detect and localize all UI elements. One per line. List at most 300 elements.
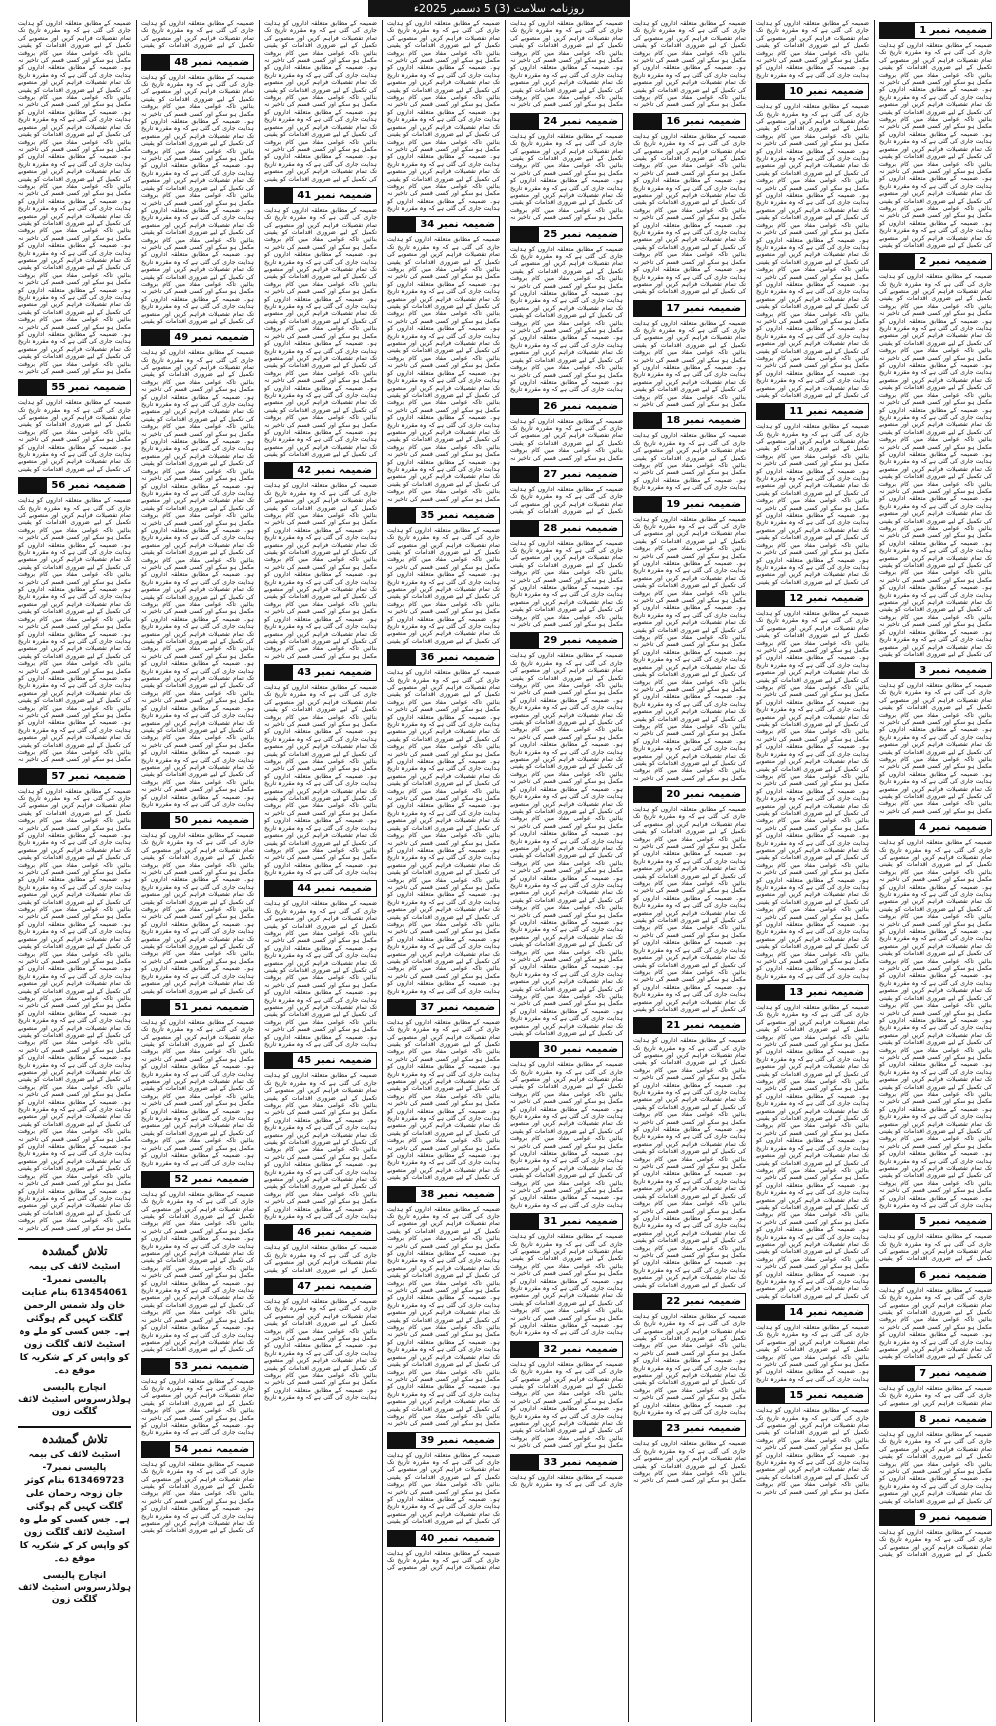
article-number-label: ضمیمہ نمبر 45: [293, 1053, 376, 1068]
article-item: [264, 1052, 377, 1220]
article-item: [18, 768, 131, 1232]
article-body: ضمیمہ کے مطابق متعلقہ اداروں کو ہدایت جاری کی گئی ہے کہ وہ مقررہ تاریخ تک تمام تفصیلات فراہم کریں اور منصوبے کی تکمیل کے لیے ضروری اقدامات کو یقینی: [879, 1528, 992, 1559]
article-body: ضمیمہ کے مطابق متعلقہ اداروں کو ہدایت جاری کی گئی ہے کہ وہ مقررہ تاریخ تک تمام تفصیلات فراہم کریں اور منصوبے کی تکمیل کے لیے ضروری اقدامات کو یقینی بنائیں تاکہ عوامی مفاد میں کام بروقت مکمل ہو سکے اور کسی قسم کی تاخیر نہ ہو۔ ضمیمہ کے مطابق متعلقہ اداروں کو ہدایت جاری کی گئی ہے کہ وہ مقررہ تاریخ تک تمام تفصیلات فراہم کریں اور منصوبے کی تکمیل کے لیے ضروری اقدامات کو یقینی بنائیں تاکہ عوامی مفاد میں کام بروقت مکمل ہو سکے اور کسی قسم کی تاخیر نہ: [510, 20, 623, 109]
article-header: [510, 1454, 623, 1471]
article-item: [633, 300, 746, 409]
header-bar: [757, 591, 785, 606]
article-item: [633, 496, 746, 782]
header-bar: [142, 1359, 170, 1374]
article-header: [141, 999, 254, 1016]
article-number-label: ضمیمہ نمبر 27: [539, 467, 622, 482]
article-header: [510, 226, 623, 243]
article-body: ضمیمہ کے مطابق متعلقہ اداروں کو ہدایت جاری کی گئی ہے کہ وہ مقررہ تاریخ تک تمام تفصیلات فراہم کریں اور منصوبے کی تکمیل کے لیے ضروری اقدامات کو یقینی بنائیں تاکہ عوامی مفاد میں کام بروقت مکمل ہو سکے اور کسی قسم کی تاخیر نہ ہو۔ ضمیمہ کے مطابق متعلقہ اداروں کو ہدایت جاری کی گئی ہے کہ وہ مقررہ تاریخ تک تمام تفصیلات فراہم کریں اور منصوبے کی تکمیل کے لیے ضروری اقدامات کو یقینی بنائیں تاکہ عوامی مفاد میں کام بروقت مکمل ہو سکے اور کسی قسم کی تاخیر نہ ہو۔ ضمیمہ کے مطابق متعلقہ اداروں کو ہدایت جاری کی گئی ہے کہ وہ مقررہ تاریخ تک تمام تفصیلات فراہم کریں اور منصوبے کی تکمیل کے لیے ضروری اقدامات کو یقینی بنائیں تاکہ عوامی مفاد میں کام بروقت مکمل ہو سکے اور کسی قسم کی تاخیر نہ ہو۔ ضمیمہ کے مطابق متعلقہ اداروں کو ہدایت جاری کی گئی ہے کہ وہ مقررہ تاریخ تک تمام تفصیلات فراہم کریں اور منصوبے کی تکمیل کے لیے ضروری اقدامات کو یقینی بنائیں تاکہ عوامی مفاد میں کام بروقت مکمل ہو سکے اور کسی قسم کی تاخیر نہ ہو۔ ضمیمہ کے مطابق متعلقہ اداروں کو ہدایت جاری کی گئی ہے کہ وہ مقررہ تاریخ تک تمام تفصیلات فراہم کریں اور منصوبے کی تکمیل کے لیے ضروری اقدامات کو یقینی بنائیں تاکہ عوامی مفاد میں کام بروقت مکمل ہو سکے اور کسی قسم کی تاخیر نہ ہو۔ ضمیمہ کے مطابق متعلقہ اداروں کو ہدایت جاری کی گئی ہے کہ وہ مقررہ تاریخ تک تمام تفصیلات فراہم کریں اور منصوبے کی تکمیل کے لیے ضروری اقدامات کو یقینی بنائیں تاکہ عوامی مفاد میں کام بروقت مکمل ہو سکے اور کسی قسم کی تاخیر نہ ہو۔ ضمیمہ کے مطابق متعلقہ اداروں کو ہدایت جاری کی گئی ہے کہ وہ مقررہ تاریخ تک تمام تفصیلات فراہم کریں اور منصوبے کی تکمیل کے لیے ضروری اقدامات کو یقینی بنائیں تاکہ عوامی مفاد میں کام بروقت مکمل ہو سکے اور کسی قسم کی تاخیر نہ ہو۔ ضمیمہ کے مطابق متعلقہ اداروں کو ہدایت جاری کی گئی ہے کہ وہ مقررہ تاریخ تک تمام تفصیلات فراہم کریں اور منصوبے کی تکمیل کے لیے ضروری اقدامات کو یقینی بنائیں تاکہ عوامی مفاد میں کام بروقت مکمل ہو سکے اور کسی قسم کی تاخیر نہ ہو۔ ضمیمہ کے مطابق متعلقہ اداروں کو ہدایت جاری کی گئی ہے کہ وہ مقررہ تاریخ تک تمام تفصیلات فراہم کریں اور منصوبے کی تکمیل کے لیے ضروری اقدامات کو یقینی: [879, 273, 992, 658]
article-body: ضمیمہ کے مطابق متعلقہ اداروں کو ہدایت جاری کی گئی ہے کہ وہ مقررہ تاریخ تک تمام تفصیلات فراہم کریں اور منصوبے کی تکمیل کے لیے ضروری اقدامات کو یقینی بنائیں تاکہ عوامی مفاد میں کام بروقت مکمل ہو سکے اور کسی قسم کی تاخیر نہ ہو۔ ضمیمہ کے مطابق متعلقہ اداروں کو ہدایت جاری کی گئی ہے کہ وہ مقررہ تاریخ تک تمام تفصیلات فراہم کریں اور منصوبے کی تکمیل کے لیے ضروری اقدامات کو یقینی بنائیں تاکہ عوامی مفاد میں کام بروقت مکمل ہو سکے اور کسی قسم کی تاخیر نہ ہو۔ ضمیمہ کے مطابق متعلقہ اداروں کو ہدایت جاری کی گئی ہے کہ وہ مقررہ تاریخ تک تمام تفصیلات فراہم کریں اور منصوبے کی تکمیل کے لیے ضروری اقدامات کو یقینی بنائیں تاکہ عوامی مفاد میں کام بروقت مکمل ہو سکے اور کسی قسم کی تاخیر نہ ہو۔ ضمیمہ کے مطابق متعلقہ اداروں کو ہدایت جاری کی گئی ہے کہ وہ مقررہ تاریخ تک تمام تفصیلات فراہم کریں اور منصوبے کی تکمیل کے لیے ضروری اقدامات کو یقینی بنائیں تاکہ عوامی مفاد میں کام بروقت مکمل ہو سکے اور کسی قسم کی تاخیر نہ ہو۔ ضمیمہ کے مطابق متعلقہ اداروں کو ہدایت جاری کی گئی ہے کہ وہ مقررہ تاریخ تک تمام تفصیلات فراہم کریں اور منصوبے کی تکمیل کے لیے ضروری اقدامات کو یقینی بنائیں تاکہ عوامی مفاد میں کام بروقت مکمل ہو سکے اور کسی قسم کی تاخیر نہ ہو۔ ضمیمہ کے مطابق متعلقہ اداروں کو ہدایت جاری کی گئی ہے کہ وہ مقررہ تاریخ تک تمام تفصیلات فراہم کریں اور منصوبے کی تکمیل کے لیے ضروری اقدامات کو یقینی: [141, 73, 254, 325]
article-body: ضمیمہ کے مطابق متعلقہ اداروں کو ہدایت جاری کی گئی ہے کہ وہ مقررہ تاریخ تک تمام تفصیلات فراہم کریں اور منصوبے کی تکمیل کے لیے ضروری اقدامات کو یقینی بنائیں تاکہ عوامی مفاد میں کام بروقت مکمل ہو سکے اور کسی قسم کی تاخیر نہ ہو۔ ضمیمہ کے مطابق متعلقہ اداروں کو ہدایت جاری کی گئی ہے کہ وہ مقررہ تاریخ تک تمام تفصیلات فراہم کریں اور منصوبے کی تکمیل کے لیے ضروری اقدامات کو یقینی بنائیں تاکہ عوامی مفاد میں کام بروقت مکمل ہو سکے اور کسی قسم کی تاخیر نہ ہو۔ ضمیمہ کے مطابق متعلقہ اداروں کو ہدایت جاری کی گئی ہے کہ وہ مقررہ تاریخ تک تمام تفصیلات فراہم کریں اور منصوبے کی تکمیل کے لیے ضروری اقدامات کو یقینی: [387, 526, 500, 645]
article-item: [141, 20, 254, 50]
article-header: [264, 880, 377, 897]
header-bar: [388, 1531, 416, 1546]
header-bar: [142, 1172, 170, 1187]
article-item: [879, 819, 992, 1209]
column-8: [18, 20, 131, 1722]
article-item: [633, 412, 746, 491]
article-header: [879, 1365, 992, 1382]
article-body: ضمیمہ کے مطابق متعلقہ اداروں کو ہدایت جاری کی گئی ہے کہ وہ مقررہ تاریخ تک تمام تفصیلات فراہم کریں اور منصوبے کی تکمیل کے لیے ضروری اقدامات کو یقینی بنائیں تاکہ عوامی مفاد میں کام بروقت مکمل ہو سکے اور کسی قسم کی تاخیر نہ ہو۔ ضمیمہ کے مطابق متعلقہ اداروں کو ہدایت جاری کی گئی ہے کہ وہ مقررہ تاریخ تک تمام تفصیلات فراہم کریں اور منصوبے کی تکمیل کے لیے ضروری اقدامات کو یقینی بنائیں تاکہ عوامی مفاد میں کام بروقت مکمل ہو سکے اور کسی قسم کی تاخیر نہ ہو۔ ضمیمہ کے مطابق متعلقہ اداروں کو ہدایت جاری کی گئی ہے کہ وہ مقررہ تاریخ تک تمام تفصیلات فراہم کریں اور منصوبے کی تکمیل کے لیے ضروری اقدامات کو یقینی بنائیں تاکہ عوامی مفاد میں کام بروقت مکمل ہو سکے اور کسی قسم کی تاخیر نہ ہو۔ ضمیمہ کے مطابق متعلقہ اداروں کو ہدایت جاری کی گئی ہے کہ وہ مقررہ تاریخ تک تمام تفصیلات فراہم کریں اور منصوبے کی تکمیل کے لیے ضروری اقدامات کو یقینی بنائیں تاکہ عوامی مفاد میں کام بروقت مکمل ہو سکے اور کسی قسم کی تاخیر نہ ہو۔ ضمیمہ کے مطابق متعلقہ اداروں کو ہدایت جاری کی گئی ہے کہ وہ مقررہ تاریخ تک تمام تفصیلات فراہم کریں اور منصوبے کی تکمیل کے لیے ضروری اقدامات کو یقینی: [879, 42, 992, 249]
article-header: [756, 1304, 869, 1321]
article-item: [633, 20, 746, 109]
column-divider: [259, 20, 260, 1722]
article-item: [756, 83, 869, 399]
article-body: ضمیمہ کے مطابق متعلقہ اداروں کو ہدایت جاری کی گئی ہے کہ وہ مقررہ تاریخ تک تمام تفصیلات فراہم کریں اور منصوبے کی تکمیل کے لیے ضروری اقدامات کو یقینی بنائیں تاکہ عوامی مفاد میں کام بروقت مکمل ہو سکے اور کسی قسم کی تاخیر نہ ہو۔ ضمیمہ کے مطابق متعلقہ اداروں کو ہدایت جاری کی گئی ہے کہ وہ مقررہ تاریخ تک تمام تفصیلات فراہم کریں اور منصوبے کی تکمیل کے لیے ضروری اقدامات کو یقینی بنائیں تاکہ عوامی مفاد میں کام بروقت مکمل ہو سکے اور کسی قسم کی تاخیر نہ ہو۔ ضمیمہ کے مطابق متعلقہ اداروں کو ہدایت جاری کی گئی ہے کہ وہ مقررہ تاریخ تک تمام تفصیلات فراہم کریں اور منصوبے کی تکمیل کے لیے ضروری اقدامات کو یقینی بنائیں تاکہ عوامی مفاد میں کام بروقت مکمل ہو سکے اور کسی قسم کی تاخیر نہ ہو۔ ضمیمہ کے مطابق متعلقہ اداروں کو ہدایت جاری کی گئی ہے کہ وہ مقررہ تاریخ تک تمام تفصیلات فراہم کریں اور منصوبے کی تکمیل کے لیے ضروری اقدامات کو یقینی بنائیں تاکہ عوامی مفاد میں کام بروقت مکمل ہو سکے اور کسی قسم کی تاخیر نہ: [264, 482, 377, 660]
article-header: [879, 253, 992, 270]
article-number-label: ضمیمہ نمبر 51: [170, 1000, 253, 1015]
header-bar: [142, 1000, 170, 1015]
article-item: [879, 22, 992, 249]
article-item: [879, 1267, 992, 1361]
article-number-label: ضمیمہ نمبر 54: [170, 1442, 253, 1457]
article-number-label: ضمیمہ نمبر 33: [539, 1455, 622, 1470]
article-item: [879, 1213, 992, 1263]
article-header: [264, 462, 377, 479]
article-header: [387, 216, 500, 233]
header-bar: [388, 1433, 416, 1448]
article-header: [879, 1213, 992, 1230]
article-body: ضمیمہ کے مطابق متعلقہ اداروں کو ہدایت جاری کی گئی ہے کہ وہ مقررہ تاریخ تک تمام تفصیلات فراہم کریں اور منصوبے کی تکمیل کے لیے ضروری اقدامات کو یقینی بنائیں تاکہ عوامی مفاد میں کام بروقت مکمل ہو سکے اور کسی قسم کی تاخیر نہ ہو۔ ضمیمہ کے مطابق متعلقہ اداروں کو ہدایت جاری کی گئی ہے کہ وہ مقررہ تاریخ تک تمام تفصیلات فراہم کریں اور منصوبے کی تکمیل کے لیے ضروری اقدامات کو یقینی بنائیں تاکہ عوامی مفاد میں کام بروقت مکمل ہو سکے اور کسی قسم کی تاخیر نہ ہو۔ ضمیمہ کے مطابق متعلقہ اداروں کو ہدایت جاری کی گئی ہے کہ وہ مقررہ تاریخ تک تمام تفصیلات فراہم کریں اور منصوبے کی تکمیل کے لیے ضروری اقدامات کو یقینی بنائیں تاکہ عوامی مفاد میں کام بروقت مکمل ہو سکے اور کسی قسم کی تاخیر نہ ہو۔ ضمیمہ کے مطابق متعلقہ اداروں کو ہدایت جاری کی گئی ہے کہ وہ مقررہ تاریخ تک تمام تفصیلات فراہم کریں اور منصوبے کی تکمیل کے لیے ضروری اقدامات کو یقینی بنائیں تاکہ عوامی مفاد میں کام بروقت مکمل ہو سکے اور کسی قسم کی تاخیر نہ ہو۔ ضمیمہ کے مطابق متعلقہ اداروں کو ہدایت جاری کی گئی ہے کہ وہ مقررہ تاریخ تک تمام تفصیلات فراہم کریں اور منصوبے کی تکمیل کے لیے ضروری اقدامات کو یقینی بنائیں تاکہ عوامی مفاد میں کام بروقت مکمل ہو سکے اور کسی قسم کی تاخیر نہ: [387, 1205, 500, 1428]
article-header: [510, 520, 623, 537]
article-header: [633, 1293, 746, 1310]
article-body: ضمیمہ کے مطابق متعلقہ اداروں کو ہدایت جاری کی گئی ہے کہ وہ مقررہ تاریخ تک تمام تفصیلات فراہم کریں اور منصوبے کی تکمیل کے لیے ضروری اقدامات کو یقینی بنائیں تاکہ عوامی مفاد میں کام بروقت مکمل ہو سکے اور کسی قسم کی تاخیر نہ ہو۔ ضمیمہ کے مطابق متعلقہ اداروں کو ہدایت جاری کی گئی ہے کہ وہ مقررہ تاریخ تک تمام تفصیلات فراہم کریں اور منصوبے کی تکمیل کے لیے ضروری اقدامات کو یقینی: [18, 399, 131, 473]
article-number-label: ضمیمہ نمبر 18: [662, 413, 745, 428]
article-body: ضمیمہ کے مطابق متعلقہ اداروں کو ہدایت جاری کی گئی ہے کہ وہ مقررہ تاریخ تک تمام تفصیلات فراہم کریں اور منصوبے کی تکمیل کے لیے ضروری اقدامات کو یقینی بنائیں تاکہ عوامی مفاد میں کام بروقت مکمل ہو سکے اور کسی قسم کی تاخیر نہ ہو۔ ضمیمہ کے مطابق متعلقہ اداروں کو ہدایت جاری کی گئی ہے کہ وہ مقررہ تاریخ تک تمام تفصیلات فراہم کریں اور منصوبے کی تکمیل کے لیے ضروری اقدامات کو یقینی بنائیں تاکہ عوامی مفاد میں کام بروقت مکمل ہو سکے اور کسی قسم کی تاخیر نہ ہو۔ ضمیمہ کے مطابق متعلقہ اداروں کو ہدایت جاری کی گئی ہے کہ وہ مقررہ تاریخ: [510, 1233, 623, 1337]
article-item: [879, 1411, 992, 1505]
header-bar: [388, 217, 416, 232]
article-item: [18, 379, 131, 473]
header-bar: [388, 650, 416, 665]
article-item: [18, 477, 131, 763]
header-bar: [634, 497, 662, 512]
header-bar: [265, 188, 293, 203]
article-header: [756, 403, 869, 420]
article-number-label: ضمیمہ نمبر 1: [915, 23, 991, 38]
article-item: [141, 1358, 254, 1437]
masthead-date: روزنامہ سلامت (3) 5 دسمبر 2025ء: [368, 0, 630, 17]
article-item: [387, 999, 500, 1182]
article-body: ضمیمہ کے مطابق متعلقہ اداروں کو ہدایت جاری کی گئی ہے کہ وہ مقررہ تاریخ تک تمام تفصیلات فراہم کریں اور منصوبے کی تکمیل کے لیے ضروری اقدامات کو یقینی بنائیں تاکہ عوامی مفاد میں کام بروقت مکمل ہو سکے اور کسی قسم کی تاخیر نہ: [510, 417, 623, 462]
article-number-label: ضمیمہ نمبر 6: [915, 1268, 991, 1283]
article-header: [510, 632, 623, 649]
header-bar: [511, 467, 539, 482]
article-header: [264, 1224, 377, 1241]
article-header: [879, 1509, 992, 1526]
notice-signature: انچارج پالیسی ہولڈرسروس اسٹیٹ لائف گلگت زون: [18, 1382, 131, 1417]
article-body: ضمیمہ کے مطابق متعلقہ اداروں کو ہدایت جاری کی گئی ہے کہ وہ مقررہ تاریخ تک تمام تفصیلات فراہم کریں اور منصوبے کی تکمیل کے لیے ضروری اقدامات کو یقینی بنائیں تاکہ عوامی مفاد میں کام بروقت مکمل ہو سکے اور کسی قسم کی تاخیر نہ ہو۔ ضمیمہ کے مطابق متعلقہ اداروں کو ہدایت جاری کی گئی ہے کہ وہ مقررہ تاریخ تک تمام تفصیلات فراہم کریں اور منصوبے کی تکمیل کے لیے ضروری اقدامات کو یقینی بنائیں تاکہ عوامی مفاد میں کام بروقت مکمل ہو سکے اور کسی قسم کی تاخیر نہ: [633, 20, 746, 109]
article-number-label: ضمیمہ نمبر 21: [662, 1018, 745, 1033]
article-header: [756, 83, 869, 100]
column-divider: [505, 20, 506, 1722]
article-header: [879, 1267, 992, 1284]
header-bar: [265, 1279, 293, 1294]
article-body: ضمیمہ کے مطابق متعلقہ اداروں کو ہدایت جاری کی گئی ہے کہ وہ مقررہ تاریخ تک تمام تفصیلات فراہم کریں اور منصوبے کی تکمیل کے لیے ضروری اقدامات کو یقینی بنائیں تاکہ عوامی مفاد میں کام بروقت مکمل ہو سکے اور کسی قسم کی تاخیر نہ ہو۔ ضمیمہ کے مطابق متعلقہ اداروں کو ہدایت جاری کی گئی ہے کہ وہ مقررہ تاریخ تک تمام تفصیلات فراہم کریں اور منصوبے کی تکمیل کے لیے ضروری اقدامات کو یقینی بنائیں تاکہ عوامی مفاد میں کام بروقت مکمل ہو سکے اور کسی قسم کی تاخیر نہ: [756, 1407, 869, 1496]
article-body: ضمیمہ کے مطابق متعلقہ اداروں کو ہدایت جاری کی گئی ہے کہ وہ مقررہ تاریخ تک تمام تفصیلات فراہم کریں اور منصوبے کی تکمیل کے لیے ضروری اقدامات کو یقینی بنائیں تاکہ عوامی مفاد میں کام بروقت مکمل ہو سکے اور کسی قسم کی تاخیر نہ ہو۔ ضمیمہ کے مطابق متعلقہ اداروں کو ہدایت جاری کی گئی ہے کہ وہ مقررہ تاریخ تک تمام تفصیلات فراہم کریں اور منصوبے کی تکمیل کے لیے ضروری اقدامات کو یقینی: [141, 1460, 254, 1535]
article-header: [633, 412, 746, 429]
article-item: [510, 520, 623, 629]
article-number-label: ضمیمہ نمبر 52: [170, 1172, 253, 1187]
article-number-label: ضمیمہ نمبر 32: [539, 1342, 622, 1357]
article-item: [510, 226, 623, 394]
header-bar: [757, 985, 785, 1000]
article-item: [141, 812, 254, 995]
notice-body: اسٹیٹ لائف کی بیمہ پالیسی نمبر1-613454061 بنام عنایت خان ولد شمس الرحمن گلگت کہیں گم ہوگئی ہے۔ جس کسی کو ملے وہ اسٹیٹ لائف گلگت زون کو واپس کر کے شکریہ کا موقع دے۔: [19, 1261, 130, 1376]
article-body: ضمیمہ کے مطابق متعلقہ اداروں کو ہدایت جاری کی گئی ہے کہ وہ مقررہ تاریخ تک تمام تفصیلات فراہم کریں اور منصوبے کی تکمیل کے لیے ضروری اقدامات کو یقینی بنائیں تاکہ عوامی مفاد میں کام بروقت مکمل ہو سکے اور کسی قسم کی تاخیر نہ ہو۔ ضمیمہ کے مطابق متعلقہ اداروں کو ہدایت جاری کی گئی ہے کہ وہ مقررہ تاریخ تک تمام تفصیلات فراہم کریں اور منصوبے کی تکمیل کے لیے ضروری اقدامات کو یقینی بنائیں تاکہ عوامی مفاد میں کام بروقت مکمل ہو سکے اور کسی قسم کی تاخیر نہ ہو۔ ضمیمہ کے مطابق متعلقہ اداروں کو ہدایت جاری کی گئی ہے کہ وہ مقررہ تاریخ تک تمام تفصیلات فراہم کریں اور منصوبے کی تکمیل کے لیے ضروری اقدامات کو یقینی بنائیں تاکہ عوامی مفاد میں کام بروقت مکمل ہو سکے اور کسی قسم کی تاخیر نہ ہو۔ ضمیمہ کے مطابق متعلقہ اداروں کو ہدایت جاری کی گئی ہے کہ وہ مقررہ تاریخ تک تمام تفصیلات فراہم کریں اور منصوبے کی تکمیل کے لیے ضروری اقدامات کو یقینی بنائیں تاکہ عوامی مفاد میں کام بروقت مکمل ہو سکے اور کسی قسم کی تاخیر نہ ہو۔ ضمیمہ کے مطابق متعلقہ اداروں کو ہدایت جاری کی گئی ہے کہ وہ مقررہ تاریخ تک تمام تفصیلات فراہم کریں اور منصوبے کی تکمیل کے لیے ضروری اقدامات کو یقینی بنائیں تاکہ عوامی مفاد میں کام بروقت مکمل ہو سکے اور کسی قسم کی تاخیر نہ ہو۔ ضمیمہ کے مطابق متعلقہ اداروں کو ہدایت جاری کی گئی ہے کہ وہ مقررہ تاریخ تک تمام تفصیلات فراہم کریں اور منصوبے کی تکمیل کے لیے ضروری اقدامات کو یقینی بنائیں تاکہ عوامی مفاد میں کام بروقت مکمل ہو سکے اور کسی قسم کی تاخیر نہ ہو۔ ضمیمہ کے مطابق متعلقہ اداروں کو ہدایت جاری کی گئی ہے کہ وہ مقررہ تاریخ تک تمام تفصیلات فراہم کریں اور منصوبے کی تکمیل کے لیے ضروری اقدامات کو یقینی بنائیں تاکہ عوامی مفاد میں کام بروقت مکمل ہو سکے اور کسی قسم کی تاخیر نہ ہو۔ ضمیمہ کے مطابق متعلقہ اداروں کو ہدایت جاری کی گئی ہے کہ وہ مقررہ تاریخ تک تمام تفصیلات فراہم کریں اور منصوبے کی تکمیل کے لیے ضروری اقدامات کو یقینی بنائیں تاکہ عوامی مفاد میں کام بروقت مکمل ہو سکے اور کسی قسم کی تاخیر نہ: [18, 20, 131, 376]
column-7: [141, 20, 254, 1722]
header-bar: [634, 1294, 662, 1309]
article-item: [756, 590, 869, 980]
article-number-label: ضمیمہ نمبر 25: [539, 227, 622, 242]
article-number-label: ضمیمہ نمبر 30: [539, 1042, 622, 1057]
article-body: ضمیمہ کے مطابق متعلقہ اداروں کو ہدایت جاری کی گئی ہے کہ وہ مقررہ تاریخ تک تمام تفصیلات فراہم کریں اور منصوبے کی تکمیل کے لیے ضروری اقدامات کو یقینی بنائیں تاکہ عوامی مفاد میں کام بروقت مکمل ہو سکے اور کسی قسم کی تاخیر نہ ہو۔ ضمیمہ کے مطابق متعلقہ اداروں کو ہدایت جاری کی گئی ہے کہ وہ مقررہ تاریخ تک تمام تفصیلات فراہم کریں اور منصوبے کی تکمیل کے لیے ضروری اقدامات کو یقینی بنائیں تاکہ عوامی مفاد میں کام بروقت مکمل ہو سکے اور کسی قسم کی تاخیر نہ ہو۔ ضمیمہ کے مطابق متعلقہ اداروں کو ہدایت جاری کی گئی ہے کہ وہ مقررہ تاریخ تک تمام تفصیلات فراہم کریں اور منصوبے کی تکمیل کے لیے ضروری اقدامات کو یقینی بنائیں تاکہ عوامی مفاد میں کام بروقت مکمل ہو سکے اور کسی قسم کی تاخیر نہ: [879, 681, 992, 815]
article-header: [387, 649, 500, 666]
article-number-label: ضمیمہ نمبر 23: [662, 1421, 745, 1436]
header-bar: [388, 508, 416, 523]
column-divider: [382, 20, 383, 1722]
article-item: [264, 664, 377, 876]
article-header: [879, 819, 992, 836]
article-number-label: ضمیمہ نمبر 13: [785, 985, 868, 1000]
article-body: ضمیمہ کے مطابق متعلقہ اداروں کو ہدایت جاری کی گئی ہے کہ وہ مقررہ تاریخ تک تمام تفصیلات فراہم کریں اور منصوبے کی تکمیل کے لیے ضروری اقدامات کو یقینی بنائیں تاکہ عوامی مفاد میں کام بروقت مکمل ہو سکے اور کسی قسم کی تاخیر نہ ہو۔ ضمیمہ کے مطابق متعلقہ اداروں کو ہدایت جاری کی گئی ہے کہ وہ مقررہ تاریخ تک تمام تفصیلات فراہم کریں اور منصوبے کی تکمیل کے لیے ضروری اقدامات کو یقینی بنائیں تاکہ عوامی مفاد میں کام بروقت مکمل ہو سکے اور کسی قسم کی تاخیر نہ ہو۔ ضمیمہ کے مطابق متعلقہ اداروں کو ہدایت جاری کی گئی ہے کہ وہ مقررہ تاریخ تک تمام تفصیلات فراہم کریں اور منصوبے کی تکمیل کے لیے ضروری اقدامات کو یقینی بنائیں تاکہ عوامی مفاد میں کام بروقت مکمل ہو سکے اور کسی قسم کی تاخیر نہ ہو۔ ضمیمہ کے مطابق متعلقہ اداروں کو ہدایت جاری کی گئی ہے کہ وہ مقررہ تاریخ: [510, 1061, 623, 1209]
header-bar: [265, 463, 293, 478]
article-body: ضمیمہ کے مطابق متعلقہ اداروں کو ہدایت جاری کی گئی ہے کہ وہ مقررہ تاریخ تک تمام تفصیلات فراہم کریں اور منصوبے کی: [387, 1549, 500, 1572]
article-header: [510, 466, 623, 483]
article-header: [18, 477, 131, 494]
article-item: [879, 1509, 992, 1559]
column-4: [510, 20, 623, 1722]
article-number-label: ضمیمہ نمبر 20: [662, 787, 745, 802]
article-header: [633, 786, 746, 803]
article-body: ضمیمہ کے مطابق متعلقہ اداروں کو ہدایت جاری کی گئی ہے کہ وہ مقررہ تاریخ تک تمام تفصیلات فراہم کریں اور منصوبے کی تکمیل کے لیے ضروری اقدامات کو یقینی بنائیں تاکہ عوامی مفاد میں کام بروقت مکمل ہو سکے اور کسی قسم کی تاخیر نہ ہو۔ ضمیمہ کے مطابق متعلقہ اداروں کو ہدایت جاری کی گئی ہے کہ وہ مقررہ تاریخ: [141, 1377, 254, 1437]
header-bar: [880, 1214, 915, 1229]
article-body: ضمیمہ کے مطابق متعلقہ اداروں کو ہدایت جاری کی گئی ہے کہ وہ مقررہ تاریخ تک تمام تفصیلات فراہم کریں اور منصوبے کی تکمیل کے لیے ضروری اقدامات کو یقینی بنائیں تاکہ عوامی مفاد میں کام بروقت مکمل ہو سکے اور کسی قسم کی تاخیر نہ ہو۔ ضمیمہ کے مطابق متعلقہ اداروں کو ہدایت جاری کی گئی ہے کہ وہ مقررہ تاریخ تک تمام تفصیلات فراہم کریں اور منصوبے کی تکمیل کے لیے ضروری اقدامات کو یقینی بنائیں تاکہ عوامی مفاد میں کام بروقت مکمل ہو سکے اور کسی قسم کی تاخیر نہ ہو۔ ضمیمہ کے مطابق متعلقہ اداروں کو ہدایت جاری کی گئی ہے کہ وہ مقررہ تاریخ تک تمام تفصیلات فراہم کریں اور منصوبے کی تکمیل کے لیے ضروری اقدامات کو یقینی بنائیں تاکہ عوامی مفاد میں کام بروقت مکمل ہو سکے اور کسی قسم کی تاخیر نہ ہو۔ ضمیمہ کے مطابق متعلقہ اداروں کو ہدایت جاری کی گئی ہے کہ وہ مقررہ تاریخ تک تمام تفصیلات فراہم کریں اور منصوبے کی تکمیل کے لیے ضروری اقدامات کو یقینی بنائیں تاکہ عوامی مفاد میں کام بروقت مکمل ہو سکے اور کسی قسم کی تاخیر نہ ہو۔ ضمیمہ کے مطابق متعلقہ اداروں کو ہدایت جاری کی گئی ہے کہ وہ مقررہ تاریخ تک تمام تفصیلات فراہم کریں اور منصوبے کی تکمیل کے لیے ضروری اقدامات کو یقینی بنائیں تاکہ عوامی مفاد میں کام بروقت مکمل ہو سکے اور کسی قسم کی تاخیر نہ ہو۔ ضمیمہ کے مطابق متعلقہ اداروں کو ہدایت جاری کی گئی ہے کہ وہ مقررہ تاریخ تک تمام تفصیلات فراہم کریں اور منصوبے کی تکمیل کے لیے ضروری اقدامات کو یقینی بنائیں تاکہ عوامی مفاد میں کام بروقت مکمل ہو سکے اور کسی قسم کی تاخیر نہ ہو۔ ضمیمہ کے مطابق متعلقہ اداروں کو ہدایت جاری کی گئی ہے کہ وہ مقررہ تاریخ تک تمام تفصیلات فراہم کریں اور منصوبے کی تکمیل کے لیے ضروری اقدامات کو یقینی بنائیں تاکہ عوامی مفاد میں کام بروقت مکمل ہو سکے اور کسی قسم کی تاخیر نہ ہو۔ ضمیمہ کے مطابق متعلقہ اداروں کو ہدایت جاری کی گئی ہے کہ وہ مقررہ تاریخ تک تمام تفصیلات فراہم کریں اور منصوبے کی تکمیل کے لیے ضروری اقدامات کو یقینی بنائیں تاکہ عوامی مفاد میں کام بروقت مکمل ہو سکے اور کسی قسم کی تاخیر نہ ہو۔ ضمیمہ کے مطابق متعلقہ اداروں کو ہدایت جاری کی گئی ہے کہ وہ مقررہ تاریخ: [756, 609, 869, 980]
article-item: [756, 403, 869, 586]
article-number-label: ضمیمہ نمبر 56: [47, 478, 130, 493]
header-bar: [511, 114, 539, 129]
header-bar: [142, 1442, 170, 1457]
article-item: [387, 20, 500, 212]
article-item: [756, 1304, 869, 1383]
article-number-label: ضمیمہ نمبر 43: [293, 665, 376, 680]
article-item: [510, 1454, 623, 1489]
header-bar: [880, 1412, 915, 1427]
article-number-label: ضمیمہ نمبر 37: [416, 1000, 499, 1015]
article-item: [264, 20, 377, 183]
article-body: ضمیمہ کے مطابق متعلقہ اداروں کو ہدایت جاری کی گئی ہے کہ وہ مقررہ تاریخ تک تمام تفصیلات فراہم کریں اور منصوبے کی تکمیل کے لیے ضروری اقدامات کو یقینی بنائیں تاکہ عوامی مفاد میں کام بروقت مکمل ہو سکے اور کسی قسم کی تاخیر نہ ہو۔ ضمیمہ کے مطابق متعلقہ اداروں کو ہدایت جاری کی گئی ہے کہ وہ مقررہ تاریخ تک تمام تفصیلات فراہم کریں اور منصوبے کی تکمیل کے لیے ضروری اقدامات کو یقینی بنائیں تاکہ عوامی مفاد میں کام بروقت مکمل ہو سکے اور کسی قسم کی تاخیر نہ ہو۔ ضمیمہ کے مطابق متعلقہ اداروں کو ہدایت جاری کی گئی ہے کہ وہ مقررہ تاریخ تک تمام تفصیلات فراہم کریں اور منصوبے کی تکمیل کے لیے ضروری اقدامات کو یقینی بنائیں تاکہ عوامی مفاد میں کام بروقت مکمل ہو سکے اور کسی قسم کی تاخیر نہ ہو۔ ضمیمہ کے مطابق متعلقہ اداروں کو ہدایت جاری کی گئی ہے کہ وہ مقررہ تاریخ تک تمام تفصیلات فراہم کریں اور منصوبے کی تکمیل کے لیے ضروری اقدامات کو یقینی بنائیں تاکہ عوامی مفاد میں کام بروقت مکمل ہو سکے اور کسی قسم کی تاخیر نہ ہو۔ ضمیمہ کے مطابق متعلقہ اداروں کو ہدایت جاری کی گئی ہے کہ وہ مقررہ تاریخ تک تمام تفصیلات فراہم کریں اور منصوبے کی تکمیل کے لیے ضروری اقدامات کو یقینی بنائیں تاکہ عوامی مفاد میں کام بروقت مکمل ہو سکے اور کسی قسم کی تاخیر نہ ہو۔ ضمیمہ کے مطابق متعلقہ اداروں کو ہدایت جاری کی گئی ہے کہ وہ مقررہ تاریخ تک تمام تفصیلات فراہم کریں اور منصوبے کی تکمیل کے لیے ضروری اقدامات کو یقینی بنائیں تاکہ عوامی مفاد میں کام بروقت مکمل ہو سکے اور کسی قسم کی تاخیر نہ: [633, 515, 746, 782]
article-body: ضمیمہ کے مطابق متعلقہ اداروں کو ہدایت جاری کی گئی ہے کہ وہ مقررہ تاریخ تک تمام تفصیلات فراہم کریں اور منصوبے کی تکمیل کے لیے ضروری اقدامات کو یقینی بنائیں تاکہ عوامی مفاد میں کام بروقت مکمل ہو سکے اور کسی قسم کی تاخیر نہ ہو۔ ضمیمہ کے مطابق متعلقہ اداروں کو ہدایت جاری کی گئی ہے کہ وہ مقررہ تاریخ تک تمام تفصیلات فراہم کریں اور منصوبے کی تکمیل کے لیے ضروری اقدامات کو یقینی بنائیں تاکہ عوامی مفاد میں کام بروقت مکمل ہو سکے اور کسی قسم کی تاخیر نہ ہو۔ ضمیمہ کے مطابق متعلقہ اداروں کو ہدایت جاری کی گئی ہے کہ وہ مقررہ تاریخ تک تمام تفصیلات فراہم کریں اور منصوبے کی تکمیل کے لیے ضروری اقدامات کو یقینی بنائیں تاکہ عوامی مفاد میں کام بروقت مکمل ہو سکے اور کسی قسم کی تاخیر نہ ہو۔ ضمیمہ کے مطابق متعلقہ اداروں کو ہدایت جاری کی گئی ہے کہ وہ مقررہ تاریخ تک تمام تفصیلات فراہم کریں اور منصوبے کی تکمیل کے لیے ضروری اقدامات کو یقینی: [633, 132, 746, 296]
article-body: ضمیمہ کے مطابق متعلقہ اداروں کو ہدایت جاری کی گئی ہے کہ وہ مقررہ تاریخ تک تمام تفصیلات فراہم کریں اور منصوبے کی تکمیل کے لیے ضروری اقدامات کو یقینی بنائیں تاکہ عوامی مفاد میں کام بروقت مکمل ہو سکے اور کسی قسم کی تاخیر نہ: [633, 1440, 746, 1485]
article-number-label: ضمیمہ نمبر 16: [662, 114, 745, 129]
article-body: ضمیمہ کے مطابق متعلقہ اداروں کو ہدایت جاری کی گئی ہے کہ وہ مقررہ تاریخ تک تمام تفصیلات فراہم کریں اور منصوبے کی تکمیل کے لیے ضروری اقدامات کو یقینی بنائیں تاکہ عوامی مفاد میں کام بروقت مکمل ہو سکے اور کسی قسم کی تاخیر نہ ہو۔ ضمیمہ کے مطابق متعلقہ اداروں کو ہدایت جاری کی گئی ہے کہ وہ مقررہ تاریخ تک تمام تفصیلات فراہم کریں اور منصوبے کی تکمیل کے لیے ضروری اقدامات کو یقینی: [387, 1451, 500, 1526]
article-item: [879, 662, 992, 815]
header-bar: [511, 1342, 539, 1357]
article-body: ضمیمہ کے مطابق متعلقہ اداروں کو ہدایت جاری کی گئی ہے کہ وہ مقررہ تاریخ تک تمام تفصیلات فراہم کریں اور منصوبے کی تکمیل کے لیے ضروری اقدامات کو یقینی بنائیں تاکہ عوامی مفاد میں کام بروقت مکمل ہو سکے اور کسی قسم کی تاخیر نہ ہو۔ ضمیمہ کے مطابق متعلقہ اداروں کو ہدایت جاری کی گئی ہے کہ وہ مقررہ تاریخ تک تمام تفصیلات فراہم کریں اور منصوبے کی تکمیل کے لیے ضروری اقدامات کو یقینی بنائیں تاکہ عوامی مفاد میں کام بروقت مکمل ہو سکے اور کسی قسم کی تاخیر نہ ہو۔ ضمیمہ کے مطابق متعلقہ اداروں کو ہدایت جاری کی گئی ہے کہ وہ مقررہ تاریخ تک تمام تفصیلات فراہم کریں اور منصوبے کی تکمیل کے لیے ضروری اقدامات کو یقینی بنائیں تاکہ عوامی مفاد میں کام بروقت مکمل ہو سکے اور کسی قسم کی تاخیر نہ ہو۔ ضمیمہ کے مطابق متعلقہ اداروں کو ہدایت جاری کی گئی ہے کہ وہ مقررہ تاریخ تک تمام تفصیلات فراہم کریں اور منصوبے کی تکمیل کے لیے ضروری اقدامات کو یقینی بنائیں تاکہ عوامی مفاد میں کام بروقت مکمل ہو سکے اور کسی قسم کی تاخیر نہ ہو۔ ضمیمہ کے مطابق متعلقہ اداروں کو ہدایت جاری کی گئی ہے کہ وہ مقررہ تاریخ تک تمام تفصیلات فراہم کریں اور منصوبے کی تکمیل کے لیے ضروری اقدامات کو یقینی بنائیں تاکہ عوامی مفاد میں کام بروقت مکمل ہو سکے اور کسی قسم کی تاخیر نہ ہو۔ ضمیمہ کے مطابق متعلقہ اداروں کو ہدایت جاری کی گئی ہے کہ وہ مقررہ تاریخ تک تمام تفصیلات فراہم کریں اور منصوبے کی تکمیل کے لیے ضروری اقدامات کو یقینی بنائیں تاکہ عوامی مفاد میں کام بروقت مکمل ہو سکے اور کسی قسم کی تاخیر نہ ہو۔ ضمیمہ کے مطابق متعلقہ اداروں کو ہدایت جاری کی گئی ہے کہ وہ مقررہ تاریخ تک تمام تفصیلات فراہم کریں اور منصوبے کی تکمیل کے لیے ضروری اقدامات کو یقینی بنائیں تاکہ عوامی مفاد میں کام بروقت مکمل ہو سکے اور کسی قسم کی تاخیر نہ ہو۔ ضمیمہ کے مطابق متعلقہ اداروں کو ہدایت جاری کی گئی ہے کہ وہ مقررہ تاریخ تک تمام تفصیلات فراہم کریں اور منصوبے کی تکمیل کے لیے ضروری اقدامات کو یقینی بنائیں تاکہ عوامی مفاد میں کام بروقت مکمل ہو سکے اور کسی قسم کی تاخیر نہ ہو۔ ضمیمہ کے مطابق متعلقہ اداروں کو ہدایت جاری کی گئی ہے کہ وہ مقررہ تاریخ تک تمام تفصیلات فراہم کریں اور منصوبے کی تکمیل کے لیے ضروری اقدامات کو یقینی بنائیں تاکہ عوامی مفاد میں کام بروقت مکمل ہو سکے اور کسی قسم کی تاخیر نہ ہو۔ ضمیمہ کے مطابق متعلقہ اداروں کو ہدایت جاری کی گئی ہے کہ وہ مقررہ تاریخ تک تمام تفصیلات فراہم کریں اور منصوبے کی تکمیل کے لیے ضروری اقدامات کو یقینی بنائیں تاکہ عوامی مفاد میں کام بروقت مکمل ہو سکے اور کسی قسم کی تاخیر نہ ہو۔ ضمیمہ کے مطابق متعلقہ اداروں کو ہدایت جاری کی گئی ہے کہ وہ مقررہ تاریخ: [141, 349, 254, 808]
column-6: [264, 20, 377, 1722]
article-header: [510, 113, 623, 130]
article-item: [141, 1441, 254, 1535]
missing-policy-notice: [18, 1426, 131, 1606]
article-body: ضمیمہ کے مطابق متعلقہ اداروں کو ہدایت جاری کی گئی ہے کہ وہ مقررہ تاریخ تک تمام تفصیلات فراہم کریں اور منصوبے کی تکمیل کے لیے ضروری اقدامات کو یقینی بنائیں تاکہ عوامی مفاد میں کام بروقت مکمل ہو سکے اور کسی قسم کی تاخیر نہ ہو۔ ضمیمہ کے مطابق متعلقہ اداروں کو ہدایت جاری کی گئی ہے کہ وہ مقررہ تاریخ تک تمام تفصیلات فراہم کریں اور منصوبے کی تکمیل کے لیے ضروری اقدامات کو یقینی بنائیں تاکہ عوامی مفاد میں کام بروقت مکمل ہو سکے اور کسی قسم کی تاخیر نہ ہو۔ ضمیمہ کے مطابق متعلقہ اداروں کو ہدایت جاری کی گئی ہے کہ وہ مقررہ تاریخ تک تمام تفصیلات فراہم کریں اور منصوبے کی تکمیل کے لیے ضروری اقدامات کو یقینی بنائیں تاکہ عوامی مفاد میں کام بروقت مکمل ہو سکے اور کسی قسم کی تاخیر نہ ہو۔ ضمیمہ کے مطابق متعلقہ اداروں کو ہدایت جاری کی گئی ہے کہ وہ مقررہ تاریخ تک تمام تفصیلات فراہم کریں اور منصوبے کی تکمیل کے لیے ضروری اقدامات کو یقینی بنائیں تاکہ عوامی مفاد میں کام بروقت مکمل ہو سکے اور کسی قسم کی تاخیر نہ ہو۔ ضمیمہ کے مطابق متعلقہ اداروں کو ہدایت جاری کی گئی ہے کہ وہ مقررہ تاریخ تک تمام تفصیلات فراہم کریں اور منصوبے کی تکمیل کے لیے ضروری اقدامات کو یقینی بنائیں تاکہ عوامی مفاد میں کام بروقت مکمل ہو سکے اور کسی قسم کی تاخیر نہ ہو۔ ضمیمہ کے مطابق متعلقہ اداروں کو ہدایت جاری کی گئی ہے کہ وہ مقررہ تاریخ تک تمام تفصیلات فراہم کریں اور منصوبے کی تکمیل کے لیے ضروری اقدامات کو یقینی بنائیں تاکہ عوامی مفاد میں کام بروقت مکمل ہو سکے اور کسی قسم کی تاخیر نہ ہو۔ ضمیمہ کے مطابق متعلقہ اداروں کو ہدایت جاری کی گئی ہے کہ وہ مقررہ تاریخ تک تمام تفصیلات فراہم کریں اور منصوبے کی تکمیل کے لیے ضروری اقدامات کو یقینی بنائیں تاکہ عوامی مفاد میں کام بروقت مکمل ہو سکے اور کسی قسم کی تاخیر نہ ہو۔ ضمیمہ کے مطابق متعلقہ اداروں کو ہدایت جاری کی گئی ہے کہ وہ مقررہ تاریخ تک تمام تفصیلات فراہم کریں اور منصوبے کی تکمیل کے لیے ضروری اقدامات کو یقینی بنائیں تاکہ عوامی مفاد میں کام بروقت مکمل ہو سکے اور کسی قسم کی تاخیر نہ ہو۔ ضمیمہ کے مطابق متعلقہ اداروں کو ہدایت جاری کی گئی ہے کہ وہ مقررہ تاریخ تک تمام تفصیلات فراہم کریں اور منصوبے کی تکمیل کے لیے ضروری اقدامات کو یقینی: [510, 652, 623, 1038]
article-body: ضمیمہ کے مطابق متعلقہ اداروں کو ہدایت جاری کی گئی ہے کہ وہ مقررہ تاریخ تک: [510, 1473, 623, 1488]
header-bar: [511, 1042, 539, 1057]
header-bar: [511, 1214, 539, 1229]
column-3: [633, 20, 746, 1722]
article-item: [879, 1365, 992, 1407]
article-body: ضمیمہ کے مطابق متعلقہ اداروں کو ہدایت جاری کی گئی ہے کہ وہ مقررہ تاریخ تک تمام تفصیلات فراہم کریں اور منصوبے کی تکمیل کے لیے ضروری اقدامات کو یقینی بنائیں تاکہ عوامی مفاد میں کام بروقت مکمل ہو سکے اور کسی قسم کی تاخیر نہ ہو۔ ضمیمہ کے مطابق متعلقہ اداروں کو ہدایت جاری کی گئی ہے کہ وہ مقررہ تاریخ تک تمام تفصیلات فراہم کریں اور منصوبے کی تکمیل کے لیے ضروری اقدامات کو یقینی بنائیں تاکہ عوامی مفاد میں کام بروقت مکمل ہو سکے اور کسی قسم کی تاخیر نہ: [510, 539, 623, 629]
header-bar: [880, 23, 915, 38]
header-bar: [388, 1187, 416, 1202]
article-item: [510, 398, 623, 462]
article-body: ضمیمہ کے مطابق متعلقہ اداروں کو ہدایت جاری کی گئی ہے کہ وہ مقررہ تاریخ تک تمام تفصیلات فراہم کریں اور منصوبے کی تکمیل کے لیے ضروری اقدامات کو یقینی بنائیں تاکہ عوامی مفاد میں کام بروقت مکمل ہو سکے اور کسی قسم کی تاخیر نہ ہو۔ ضمیمہ کے مطابق متعلقہ اداروں کو ہدایت جاری کی گئی ہے کہ وہ مقررہ تاریخ: [756, 20, 869, 79]
article-item: [141, 1171, 254, 1354]
article-body: ضمیمہ کے مطابق متعلقہ اداروں کو ہدایت جاری کی گئی ہے کہ وہ مقررہ تاریخ تک تمام تفصیلات فراہم کریں اور منصوبے کی تکمیل کے لیے ضروری اقدامات کو یقینی بنائیں تاکہ عوامی مفاد میں کام بروقت مکمل ہو سکے اور کسی قسم کی تاخیر نہ ہو۔ ضمیمہ کے مطابق متعلقہ اداروں کو ہدایت جاری کی گئی ہے کہ وہ مقررہ تاریخ تک تمام تفصیلات فراہم کریں اور منصوبے کی تکمیل کے لیے ضروری اقدامات کو یقینی بنائیں تاکہ عوامی مفاد میں کام بروقت مکمل ہو سکے اور کسی قسم کی تاخیر نہ: [510, 1360, 623, 1450]
article-body: ضمیمہ کے مطابق متعلقہ اداروں کو ہدایت جاری کی گئی ہے کہ وہ مقررہ تاریخ تک تمام تفصیلات فراہم کریں اور منصوبے کی تکمیل کے لیے ضروری اقدامات کو یقینی بنائیں تاکہ عوامی مفاد میں کام بروقت مکمل ہو سکے اور کسی قسم کی تاخیر نہ ہو۔ ضمیمہ کے مطابق متعلقہ اداروں کو ہدایت جاری کی گئی ہے کہ وہ مقررہ تاریخ تک تمام تفصیلات فراہم کریں اور منصوبے کی تکمیل کے لیے ضروری اقدامات کو یقینی بنائیں تاکہ عوامی مفاد میں کام بروقت مکمل ہو سکے اور کسی قسم کی تاخیر نہ ہو۔ ضمیمہ کے مطابق متعلقہ اداروں کو ہدایت جاری کی گئی ہے کہ وہ مقررہ تاریخ تک تمام تفصیلات فراہم کریں اور منصوبے کی تکمیل کے لیے ضروری اقدامات کو یقینی بنائیں تاکہ عوامی مفاد میں کام بروقت مکمل ہو سکے اور کسی قسم کی تاخیر نہ ہو۔ ضمیمہ کے مطابق متعلقہ اداروں کو ہدایت جاری کی گئی ہے کہ وہ مقررہ تاریخ تک تمام تفصیلات فراہم کریں اور منصوبے کی تکمیل کے لیے ضروری اقدامات کو یقینی بنائیں تاکہ عوامی مفاد میں کام بروقت مکمل ہو سکے اور کسی قسم کی تاخیر نہ ہو۔ ضمیمہ کے مطابق متعلقہ اداروں کو ہدایت جاری کی گئی ہے کہ وہ مقررہ تاریخ تک تمام تفصیلات فراہم کریں اور منصوبے کی تکمیل کے لیے ضروری اقدامات کو یقینی بنائیں تاکہ عوامی مفاد میں کام بروقت مکمل ہو سکے اور کسی قسم کی تاخیر نہ ہو۔ ضمیمہ کے مطابق متعلقہ اداروں کو ہدایت جاری کی گئی ہے کہ وہ مقررہ تاریخ تک تمام تفصیلات فراہم کریں اور منصوبے کی تکمیل کے لیے ضروری اقدامات کو یقینی بنائیں تاکہ عوامی مفاد میں کام بروقت مکمل ہو سکے اور کسی قسم کی تاخیر نہ: [387, 236, 500, 503]
header-bar: [511, 227, 539, 242]
article-item: [756, 984, 869, 1300]
article-item: [510, 466, 623, 516]
article-item: [387, 507, 500, 645]
notice-signature: انچارج پالیسی ہولڈرسروس اسٹیٹ لائف گلگت زون: [18, 1570, 131, 1605]
header-bar: [757, 1388, 785, 1403]
header-bar: [142, 55, 170, 70]
article-header: [387, 507, 500, 524]
article-number-label: ضمیمہ نمبر 38: [416, 1187, 499, 1202]
article-header: [633, 496, 746, 513]
article-item: [633, 786, 746, 1013]
header-bar: [880, 1268, 915, 1283]
article-body: ضمیمہ کے مطابق متعلقہ اداروں کو ہدایت جاری کی گئی ہے کہ وہ مقررہ تاریخ تک تمام تفصیلات فراہم کریں اور منصوبے کی تکمیل کے لیے ضروری اقدامات کو یقینی بنائیں تاکہ عوامی مفاد میں کام بروقت مکمل ہو سکے اور کسی قسم کی تاخیر نہ ہو۔ ضمیمہ کے مطابق متعلقہ اداروں کو ہدایت جاری کی گئی ہے کہ وہ مقررہ تاریخ تک تمام تفصیلات فراہم کریں اور منصوبے کی تکمیل کے لیے ضروری اقدامات کو یقینی بنائیں تاکہ عوامی مفاد میں کام بروقت مکمل ہو سکے اور کسی قسم کی تاخیر نہ ہو۔ ضمیمہ کے مطابق متعلقہ اداروں کو ہدایت جاری کی گئی ہے کہ وہ مقررہ تاریخ تک تمام تفصیلات فراہم کریں اور منصوبے کی تکمیل کے لیے ضروری اقدامات کو یقینی بنائیں تاکہ عوامی مفاد میں کام بروقت مکمل ہو سکے اور کسی قسم کی تاخیر نہ ہو۔ ضمیمہ کے مطابق متعلقہ اداروں کو ہدایت جاری کی گئی ہے کہ وہ مقررہ تاریخ: [141, 1018, 254, 1167]
article-header: [387, 1186, 500, 1203]
article-header: [264, 187, 377, 204]
header-bar: [634, 787, 662, 802]
header-bar: [265, 881, 293, 896]
article-number-label: ضمیمہ نمبر 42: [293, 463, 376, 478]
article-header: [387, 1432, 500, 1449]
article-body: ضمیمہ کے مطابق متعلقہ اداروں کو ہدایت جاری کی گئی ہے کہ وہ مقررہ تاریخ تک تمام تفصیلات فراہم کریں اور منصوبے کی تکمیل کے لیے ضروری اقدامات کو یقینی بنائیں تاکہ عوامی مفاد میں کام بروقت مکمل ہو سکے اور کسی قسم کی تاخیر نہ ہو۔ ضمیمہ کے مطابق متعلقہ اداروں کو ہدایت جاری کی گئی ہے کہ وہ مقررہ تاریخ تک تمام تفصیلات فراہم کریں اور منصوبے کی تکمیل کے لیے ضروری اقدامات کو یقینی بنائیں تاکہ عوامی مفاد میں کام بروقت مکمل ہو سکے اور کسی قسم کی تاخیر نہ ہو۔ ضمیمہ کے مطابق متعلقہ اداروں کو ہدایت جاری کی گئی ہے کہ وہ مقررہ تاریخ تک تمام تفصیلات فراہم کریں اور منصوبے کی تکمیل کے لیے ضروری اقدامات کو یقینی بنائیں تاکہ عوامی مفاد میں کام بروقت مکمل ہو سکے اور کسی قسم کی تاخیر نہ ہو۔ ضمیمہ کے مطابق متعلقہ اداروں کو ہدایت جاری کی گئی ہے کہ وہ مقررہ تاریخ: [510, 245, 623, 394]
article-number-label: ضمیمہ نمبر 12: [785, 591, 868, 606]
article-number-label: ضمیمہ نمبر 48: [170, 55, 253, 70]
article-header: [510, 1341, 623, 1358]
article-header: [141, 812, 254, 829]
article-body: ضمیمہ کے مطابق متعلقہ اداروں کو ہدایت جاری کی گئی ہے کہ وہ مقررہ تاریخ تک تمام تفصیلات فراہم کریں اور منصوبے کی تکمیل کے لیے ضروری اقدامات کو یقینی بنائیں تاکہ عوامی مفاد میں کام بروقت مکمل ہو سکے اور کسی قسم کی تاخیر نہ ہو۔ ضمیمہ کے مطابق متعلقہ اداروں کو ہدایت جاری کی گئی ہے کہ وہ مقررہ تاریخ تک تمام تفصیلات فراہم کریں اور منصوبے کی تکمیل کے لیے ضروری اقدامات کو یقینی بنائیں تاکہ عوامی مفاد میں کام بروقت مکمل ہو سکے اور کسی قسم کی تاخیر نہ ہو۔ ضمیمہ کے مطابق متعلقہ اداروں کو ہدایت جاری کی گئی ہے کہ وہ مقررہ تاریخ: [633, 1312, 746, 1417]
article-body: ضمیمہ کے مطابق متعلقہ اداروں کو ہدایت جاری کی گئی ہے کہ وہ مقررہ تاریخ تک تمام تفصیلات فراہم کریں اور منصوبے کی تکمیل کے لیے ضروری اقدامات کو یقینی بنائیں تاکہ عوامی مفاد میں کام بروقت مکمل ہو سکے اور کسی قسم کی تاخیر نہ ہو۔ ضمیمہ کے مطابق متعلقہ اداروں کو ہدایت جاری کی گئی ہے کہ وہ مقررہ تاریخ تک تمام تفصیلات فراہم کریں اور منصوبے کی تکمیل کے لیے ضروری اقدامات کو یقینی: [879, 1286, 992, 1361]
article-number-label: ضمیمہ نمبر 2: [915, 254, 991, 269]
column-divider: [874, 20, 875, 1722]
article-item: [756, 20, 869, 79]
article-header: [879, 22, 992, 39]
article-item: [510, 113, 623, 222]
article-body: ضمیمہ کے مطابق متعلقہ اداروں کو ہدایت جاری کی گئی ہے کہ وہ مقررہ تاریخ تک تمام تفصیلات فراہم کریں اور منصوبے کی تکمیل کے لیے ضروری اقدامات کو یقینی بنائیں تاکہ عوامی مفاد میں کام بروقت مکمل ہو سکے اور کسی قسم کی تاخیر نہ ہو۔ ضمیمہ کے مطابق متعلقہ اداروں کو ہدایت جاری کی گئی ہے کہ وہ مقررہ تاریخ تک تمام تفصیلات فراہم کریں اور منصوبے کی تکمیل کے لیے ضروری اقدامات کو یقینی بنائیں تاکہ عوامی مفاد میں کام بروقت مکمل ہو سکے اور کسی قسم کی تاخیر نہ ہو۔ ضمیمہ کے مطابق متعلقہ اداروں کو ہدایت جاری کی گئی ہے کہ وہ مقررہ تاریخ تک تمام تفصیلات فراہم کریں اور منصوبے کی تکمیل کے لیے ضروری اقدامات کو یقینی بنائیں تاکہ عوامی مفاد میں کام بروقت مکمل ہو سکے اور کسی قسم کی تاخیر نہ ہو۔ ضمیمہ کے مطابق متعلقہ اداروں کو ہدایت جاری کی گئی ہے کہ وہ مقررہ تاریخ تک تمام تفصیلات فراہم کریں اور منصوبے کی تکمیل کے لیے ضروری اقدامات کو یقینی بنائیں تاکہ عوامی مفاد میں کام بروقت مکمل ہو سکے اور کسی قسم کی تاخیر نہ ہو۔ ضمیمہ کے مطابق متعلقہ اداروں کو ہدایت جاری کی گئی ہے کہ وہ مقررہ تاریخ: [387, 20, 500, 213]
column-divider: [628, 20, 629, 1722]
article-item: [633, 1017, 746, 1289]
article-header: [141, 1441, 254, 1458]
header-bar: [19, 380, 47, 395]
article-number-label: ضمیمہ نمبر 34: [416, 217, 499, 232]
article-header: [387, 1530, 500, 1547]
header-bar: [19, 769, 47, 784]
article-body: ضمیمہ کے مطابق متعلقہ اداروں کو ہدایت جاری کی گئی ہے کہ وہ مقررہ تاریخ تک تمام تفصیلات فراہم کریں اور منصوبے کی تکمیل کے لیے ضروری اقدامات کو یقینی بنائیں تاکہ عوامی مفاد میں کام بروقت مکمل ہو سکے اور کسی قسم کی تاخیر نہ ہو۔ ضمیمہ کے مطابق متعلقہ اداروں کو ہدایت جاری کی گئی ہے کہ وہ مقررہ تاریخ تک تمام تفصیلات فراہم کریں اور منصوبے کی تکمیل کے لیے ضروری اقدامات کو یقینی بنائیں تاکہ عوامی مفاد میں کام بروقت مکمل ہو سکے اور کسی قسم کی تاخیر نہ ہو۔ ضمیمہ کے مطابق متعلقہ اداروں کو ہدایت جاری کی گئی ہے کہ وہ مقررہ تاریخ تک تمام تفصیلات فراہم کریں اور منصوبے کی تکمیل کے لیے ضروری اقدامات کو یقینی بنائیں تاکہ عوامی مفاد میں کام بروقت مکمل ہو سکے اور کسی قسم کی تاخیر نہ ہو۔ ضمیمہ کے مطابق متعلقہ اداروں کو ہدایت جاری کی گئی ہے کہ وہ مقررہ تاریخ تک تمام تفصیلات فراہم کریں اور منصوبے کی تکمیل کے لیے ضروری اقدامات کو یقینی: [141, 1190, 254, 1354]
article-item: [756, 1387, 869, 1496]
header-bar: [880, 663, 915, 678]
header-bar: [634, 413, 662, 428]
article-header: [879, 1411, 992, 1428]
header-bar: [19, 478, 47, 493]
article-header: [264, 1052, 377, 1069]
article-header: [141, 1171, 254, 1188]
article-number-label: ضمیمہ نمبر 3: [915, 663, 991, 678]
article-header: [141, 1358, 254, 1375]
article-body: ضمیمہ کے مطابق متعلقہ اداروں کو ہدایت جاری کی گئی ہے کہ وہ مقررہ تاریخ تک تمام تفصیلات فراہم کریں اور منصوبے کی تکمیل کے لیے ضروری اقدامات کو یقینی بنائیں تاکہ عوامی مفاد میں کام بروقت مکمل ہو سکے اور کسی قسم کی تاخیر نہ ہو۔ ضمیمہ کے مطابق متعلقہ اداروں کو ہدایت جاری کی گئی ہے کہ وہ مقررہ تاریخ تک تمام تفصیلات فراہم کریں اور منصوبے کی تکمیل کے لیے ضروری اقدامات کو یقینی بنائیں تاکہ عوامی مفاد میں کام بروقت مکمل ہو سکے اور کسی قسم کی تاخیر نہ ہو۔ ضمیمہ کے مطابق متعلقہ اداروں کو ہدایت جاری کی گئی ہے کہ وہ مقررہ تاریخ تک تمام تفصیلات فراہم کریں اور منصوبے کی تکمیل کے لیے ضروری اقدامات کو یقینی بنائیں تاکہ عوامی مفاد میں کام بروقت مکمل ہو سکے اور کسی قسم کی تاخیر نہ ہو۔ ضمیمہ کے مطابق متعلقہ اداروں کو ہدایت جاری کی گئی ہے کہ وہ مقررہ تاریخ تک تمام تفصیلات فراہم کریں اور منصوبے کی تکمیل کے لیے ضروری اقدامات کو یقینی بنائیں تاکہ عوامی مفاد میں کام بروقت مکمل ہو سکے اور کسی قسم کی تاخیر نہ ہو۔ ضمیمہ کے مطابق متعلقہ اداروں کو ہدایت جاری کی گئی ہے کہ وہ مقررہ تاریخ: [264, 683, 377, 877]
article-body: ضمیمہ کے مطابق متعلقہ اداروں کو ہدایت جاری کی گئی ہے کہ وہ مقررہ تاریخ تک تمام تفصیلات فراہم کریں اور منصوبے کی تکمیل کے لیے ضروری اقدامات کو یقینی بنائیں تاکہ عوامی مفاد میں کام بروقت مکمل ہو سکے اور کسی قسم کی تاخیر نہ ہو۔ ضمیمہ کے مطابق متعلقہ اداروں کو ہدایت جاری کی گئی ہے کہ وہ مقررہ تاریخ تک تمام تفصیلات فراہم کریں اور منصوبے کی تکمیل کے لیے ضروری اقدامات کو یقینی بنائیں تاکہ عوامی مفاد میں کام بروقت مکمل ہو سکے اور کسی قسم کی تاخیر نہ ہو۔ ضمیمہ کے مطابق متعلقہ اداروں کو ہدایت جاری کی گئی ہے کہ وہ مقررہ تاریخ تک تمام تفصیلات فراہم کریں اور منصوبے کی تکمیل کے لیے ضروری اقدامات کو یقینی بنائیں تاکہ عوامی مفاد میں کام بروقت مکمل ہو سکے اور کسی قسم کی تاخیر نہ ہو۔ ضمیمہ کے مطابق متعلقہ اداروں کو ہدایت جاری کی گئی ہے کہ وہ مقررہ تاریخ تک تمام تفصیلات فراہم کریں اور منصوبے کی تکمیل کے لیے ضروری اقدامات کو یقینی: [141, 831, 254, 995]
article-header: [510, 398, 623, 415]
article-body: ضمیمہ کے مطابق متعلقہ اداروں کو ہدایت جاری کی گئی ہے کہ وہ مقررہ تاریخ تک تمام تفصیلات فراہم کریں اور منصوبے کی تکمیل کے لیے ضروری اقدامات کو یقینی بنائیں تاکہ عوامی مفاد میں کام بروقت مکمل ہو سکے اور کسی قسم کی تاخیر نہ ہو۔ ضمیمہ کے مطابق متعلقہ اداروں کو ہدایت جاری کی گئی ہے کہ وہ مقررہ تاریخ تک تمام تفصیلات فراہم کریں اور منصوبے کی تکمیل کے لیے ضروری اقدامات کو یقینی بنائیں تاکہ عوامی مفاد میں کام بروقت مکمل ہو سکے اور کسی قسم کی تاخیر نہ ہو۔ ضمیمہ کے مطابق متعلقہ اداروں کو ہدایت جاری کی گئی ہے کہ وہ مقررہ تاریخ تک تمام تفصیلات فراہم کریں اور منصوبے کی تکمیل کے لیے ضروری اقدامات کو یقینی بنائیں تاکہ عوامی مفاد میں کام بروقت مکمل ہو سکے اور کسی قسم کی تاخیر نہ ہو۔ ضمیمہ کے مطابق متعلقہ اداروں کو ہدایت جاری کی گئی ہے کہ وہ مقررہ تاریخ تک تمام تفصیلات فراہم کریں اور منصوبے کی تکمیل کے لیے ضروری اقدامات کو یقینی: [264, 20, 377, 183]
article-number-label: ضمیمہ نمبر 40: [416, 1531, 499, 1546]
article-item: [879, 253, 992, 658]
article-item: [633, 1420, 746, 1484]
article-number-label: ضمیمہ نمبر 50: [170, 813, 253, 828]
article-body: ضمیمہ کے مطابق متعلقہ اداروں کو ہدایت جاری کی گئی ہے کہ وہ مقررہ تاریخ تک تمام تفصیلات فراہم کریں اور منصوبے کی تکمیل کے لیے ضروری اقدامات کو یقینی: [141, 20, 254, 50]
article-item: [141, 999, 254, 1167]
article-number-label: ضمیمہ نمبر 11: [785, 404, 868, 419]
article-body: ضمیمہ کے مطابق متعلقہ اداروں کو ہدایت جاری کی گئی ہے کہ وہ مقررہ تاریخ تک تمام تفصیلات فراہم کریں اور منصوبے کی تکمیل کے لیے ضروری اقدامات کو یقینی بنائیں تاکہ عوامی مفاد میں کام بروقت مکمل ہو سکے اور کسی قسم کی تاخیر نہ ہو۔ ضمیمہ کے مطابق متعلقہ اداروں کو ہدایت جاری کی گئی ہے کہ وہ مقررہ تاریخ: [633, 432, 746, 492]
header-bar: [511, 633, 539, 648]
article-item: [18, 20, 131, 375]
header-bar: [511, 1455, 539, 1470]
article-number-label: ضمیمہ نمبر 22: [662, 1294, 745, 1309]
article-number-label: ضمیمہ نمبر 31: [539, 1214, 622, 1229]
notice-body: اسٹیٹ لائف کی بیمہ پالیسی نمبر7-613469723 بنام کوثر جان زوجہ رحمان علی گلگت کہیں گم ہوگئی ہے۔ جس کسی کو ملے وہ اسٹیٹ لائف گلگت زون کو واپس کر کے شکریہ کا موقع دے۔: [19, 1449, 130, 1564]
column-5: [387, 20, 500, 1722]
article-body: ضمیمہ کے مطابق متعلقہ اداروں کو ہدایت جاری کی گئی ہے کہ وہ مقررہ تاریخ تک تمام تفصیلات فراہم کریں اور منصوبے کی: [879, 1384, 992, 1407]
article-number-label: ضمیمہ نمبر 55: [47, 380, 130, 395]
article-header: [633, 1420, 746, 1437]
article-number-label: ضمیمہ نمبر 5: [915, 1214, 991, 1229]
header-bar: [634, 301, 662, 316]
article-header: [510, 1041, 623, 1058]
article-number-label: ضمیمہ نمبر 15: [785, 1388, 868, 1403]
article-body: ضمیمہ کے مطابق متعلقہ اداروں کو ہدایت جاری کی گئی ہے کہ وہ مقررہ تاریخ تک تمام تفصیلات فراہم کریں اور منصوبے کی تکمیل کے لیے ضروری اقدامات کو یقینی بنائیں تاکہ عوامی مفاد میں کام بروقت مکمل ہو سکے اور کسی قسم کی تاخیر نہ ہو۔ ضمیمہ کے مطابق متعلقہ اداروں کو ہدایت جاری کی گئی ہے کہ وہ مقررہ تاریخ تک تمام تفصیلات فراہم کریں اور منصوبے کی تکمیل کے لیے ضروری اقدامات کو یقینی: [879, 1430, 992, 1505]
article-header: [141, 54, 254, 71]
article-number-label: ضمیمہ نمبر 53: [170, 1359, 253, 1374]
article-number-label: ضمیمہ نمبر 17: [662, 301, 745, 316]
article-header: [18, 768, 131, 785]
header-bar: [880, 1366, 915, 1381]
article-item: [510, 632, 623, 1037]
article-item: [387, 649, 500, 995]
article-header: [141, 329, 254, 346]
article-body: ضمیمہ کے مطابق متعلقہ اداروں کو ہدایت جاری کی گئی ہے کہ وہ مقررہ تاریخ تک تمام تفصیلات فراہم کریں اور منصوبے کی تکمیل کے لیے ضروری اقدامات کو یقینی بنائیں تاکہ عوامی مفاد میں کام بروقت مکمل ہو سکے اور کسی قسم کی تاخیر نہ ہو۔ ضمیمہ کے مطابق متعلقہ اداروں کو ہدایت جاری کی گئی ہے کہ وہ مقررہ تاریخ تک تمام تفصیلات فراہم کریں اور منصوبے کی تکمیل کے لیے ضروری اقدامات کو یقینی بنائیں تاکہ عوامی مفاد میں کام بروقت مکمل ہو سکے اور کسی قسم کی تاخیر نہ ہو۔ ضمیمہ کے مطابق متعلقہ اداروں کو ہدایت جاری کی گئی ہے کہ وہ مقررہ تاریخ تک تمام تفصیلات فراہم کریں اور منصوبے کی تکمیل کے لیے ضروری اقدامات کو یقینی بنائیں تاکہ عوامی مفاد میں کام بروقت مکمل ہو سکے اور کسی قسم کی تاخیر نہ ہو۔ ضمیمہ کے مطابق متعلقہ اداروں کو ہدایت جاری کی گئی ہے کہ وہ مقررہ تاریخ تک تمام تفصیلات فراہم کریں اور منصوبے کی تکمیل کے لیے ضروری اقدامات کو یقینی بنائیں تاکہ عوامی مفاد میں کام بروقت مکمل ہو سکے اور کسی قسم کی تاخیر نہ ہو۔ ضمیمہ کے مطابق متعلقہ اداروں کو ہدایت جاری کی گئی ہے کہ وہ مقررہ تاریخ تک تمام تفصیلات فراہم کریں اور منصوبے کی تکمیل کے لیے ضروری اقدامات کو یقینی بنائیں تاکہ عوامی مفاد میں کام بروقت مکمل ہو سکے اور کسی قسم کی تاخیر نہ ہو۔ ضمیمہ کے مطابق متعلقہ اداروں کو ہدایت جاری کی گئی ہے کہ وہ مقررہ تاریخ تک تمام تفصیلات فراہم کریں اور منصوبے کی تکمیل کے لیے ضروری اقدامات کو یقینی: [633, 1037, 746, 1289]
header-bar: [757, 1305, 785, 1320]
header-bar: [388, 1000, 416, 1015]
article-number-label: ضمیمہ نمبر 8: [915, 1412, 991, 1427]
column-divider: [751, 20, 752, 1722]
article-header: [18, 379, 131, 396]
article-number-label: ضمیمہ نمبر 4: [915, 820, 991, 835]
article-item: [264, 1278, 377, 1402]
article-body: ضمیمہ کے مطابق متعلقہ اداروں کو ہدایت جاری کی گئی ہے کہ وہ مقررہ تاریخ تک تمام تفصیلات فراہم کریں اور منصوبے کی تکمیل کے لیے ضروری اقدامات کو یقینی بنائیں تاکہ عوامی مفاد میں کام بروقت مکمل ہو سکے اور کسی قسم کی تاخیر نہ ہو۔ ضمیمہ کے مطابق متعلقہ اداروں کو ہدایت جاری کی گئی ہے کہ وہ مقررہ تاریخ تک تمام تفصیلات فراہم کریں اور منصوبے کی تکمیل کے لیے ضروری اقدامات کو یقینی بنائیں تاکہ عوامی مفاد میں کام بروقت مکمل ہو سکے اور کسی قسم کی تاخیر نہ ہو۔ ضمیمہ کے مطابق متعلقہ اداروں کو ہدایت جاری کی گئی ہے کہ وہ مقررہ تاریخ تک تمام تفصیلات فراہم کریں اور منصوبے کی تکمیل کے لیے ضروری اقدامات کو یقینی بنائیں تاکہ عوامی مفاد میں کام بروقت مکمل ہو سکے اور کسی قسم کی تاخیر نہ ہو۔ ضمیمہ کے مطابق متعلقہ اداروں کو ہدایت جاری کی گئی ہے کہ وہ مقررہ تاریخ تک تمام تفصیلات فراہم کریں اور منصوبے کی تکمیل کے لیے ضروری اقدامات کو یقینی بنائیں تاکہ عوامی مفاد میں کام بروقت مکمل ہو سکے اور کسی قسم کی تاخیر نہ ہو۔ ضمیمہ کے مطابق متعلقہ اداروں کو ہدایت جاری کی گئی ہے کہ وہ مقررہ تاریخ تک تمام تفصیلات فراہم کریں اور منصوبے کی تکمیل کے لیے ضروری اقدامات کو یقینی بنائیں تاکہ عوامی مفاد میں کام بروقت مکمل ہو سکے اور کسی قسم کی تاخیر نہ ہو۔ ضمیمہ کے مطابق متعلقہ اداروں کو ہدایت جاری کی گئی ہے کہ وہ مقررہ تاریخ تک تمام تفصیلات فراہم کریں اور منصوبے کی تکمیل کے لیے ضروری اقدامات کو یقینی بنائیں تاکہ عوامی مفاد میں کام بروقت مکمل ہو سکے اور کسی قسم کی تاخیر نہ ہو۔ ضمیمہ کے مطابق متعلقہ اداروں کو ہدایت جاری کی گئی ہے کہ وہ مقررہ تاریخ تک تمام تفصیلات فراہم کریں اور منصوبے کی تکمیل کے لیے ضروری اقدامات کو یقینی: [756, 1003, 869, 1300]
article-body: ضمیمہ کے مطابق متعلقہ اداروں کو ہدایت جاری کی گئی ہے کہ وہ مقررہ تاریخ تک تمام تفصیلات فراہم کریں اور منصوبے کی تکمیل کے لیے ضروری اقدامات کو یقینی بنائیں تاکہ عوامی مفاد میں کام بروقت مکمل ہو سکے اور کسی قسم کی تاخیر نہ ہو۔ ضمیمہ کے مطابق متعلقہ اداروں کو ہدایت جاری کی گئی ہے کہ وہ مقررہ تاریخ تک تمام تفصیلات فراہم کریں اور منصوبے کی تکمیل کے لیے ضروری اقدامات کو یقینی بنائیں تاکہ عوامی مفاد میں کام بروقت مکمل ہو سکے اور کسی قسم کی تاخیر نہ ہو۔ ضمیمہ کے مطابق متعلقہ اداروں کو ہدایت جاری کی گئی ہے کہ وہ مقررہ تاریخ تک تمام تفصیلات فراہم کریں اور منصوبے کی تکمیل کے لیے ضروری اقدامات کو یقینی بنائیں تاکہ عوامی مفاد میں کام بروقت مکمل ہو سکے اور کسی قسم کی تاخیر نہ ہو۔ ضمیمہ کے مطابق متعلقہ اداروں کو ہدایت جاری کی گئی ہے کہ وہ مقررہ تاریخ: [264, 900, 377, 1049]
article-number-label: ضمیمہ نمبر 28: [539, 521, 622, 536]
article-header: [387, 999, 500, 1016]
article-number-label: ضمیمہ نمبر 29: [539, 633, 622, 648]
article-header: [633, 113, 746, 130]
article-header: [879, 662, 992, 679]
article-item: [264, 880, 377, 1048]
article-number-label: ضمیمہ نمبر 19: [662, 497, 745, 512]
header-bar: [634, 1018, 662, 1033]
article-body: ضمیمہ کے مطابق متعلقہ اداروں کو ہدایت جاری کی گئی ہے کہ وہ مقررہ تاریخ تک تمام تفصیلات فراہم کریں اور منصوبے کی تکمیل کے لیے ضروری اقدامات کو یقینی بنائیں تاکہ عوامی مفاد میں کام بروقت مکمل ہو سکے اور کسی قسم کی تاخیر نہ ہو۔ ضمیمہ کے مطابق متعلقہ اداروں کو ہدایت جاری کی گئی ہے کہ وہ مقررہ تاریخ تک تمام تفصیلات فراہم کریں اور منصوبے کی تکمیل کے لیے ضروری اقدامات کو یقینی بنائیں تاکہ عوامی مفاد میں کام بروقت مکمل ہو سکے اور کسی قسم کی تاخیر نہ ہو۔ ضمیمہ کے مطابق متعلقہ اداروں کو ہدایت جاری کی گئی ہے کہ وہ مقررہ تاریخ تک تمام تفصیلات فراہم کریں اور منصوبے کی تکمیل کے لیے ضروری اقدامات کو یقینی بنائیں تاکہ عوامی مفاد میں کام بروقت مکمل ہو سکے اور کسی قسم کی تاخیر نہ ہو۔ ضمیمہ کے مطابق متعلقہ اداروں کو ہدایت جاری کی گئی ہے کہ وہ مقررہ تاریخ تک تمام تفصیلات فراہم کریں اور منصوبے کی تکمیل کے لیے ضروری اقدامات کو یقینی بنائیں تاکہ عوامی مفاد میں کام بروقت مکمل ہو سکے اور کسی قسم کی تاخیر نہ ہو۔ ضمیمہ کے مطابق متعلقہ اداروں کو ہدایت جاری کی گئی ہے کہ وہ مقررہ تاریخ تک تمام تفصیلات فراہم کریں اور منصوبے کی تکمیل کے لیے ضروری اقدامات کو یقینی: [633, 805, 746, 1013]
article-body: ضمیمہ کے مطابق متعلقہ اداروں کو ہدایت جاری کی گئی ہے کہ وہ مقررہ تاریخ تک تمام تفصیلات فراہم کریں اور منصوبے کی تکمیل کے لیے ضروری اقدامات کو یقینی بنائیں تاکہ عوامی مفاد میں کام بروقت مکمل ہو سکے اور کسی قسم کی تاخیر نہ ہو۔ ضمیمہ کے مطابق متعلقہ اداروں کو ہدایت جاری کی گئی ہے کہ وہ مقررہ تاریخ تک تمام تفصیلات فراہم کریں اور منصوبے کی تکمیل کے لیے ضروری اقدامات کو یقینی بنائیں تاکہ عوامی مفاد میں کام بروقت مکمل ہو سکے اور کسی قسم کی تاخیر نہ ہو۔ ضمیمہ کے مطابق متعلقہ اداروں کو ہدایت جاری کی گئی ہے کہ وہ مقررہ تاریخ: [264, 1297, 377, 1402]
column-2: [756, 20, 869, 1722]
article-number-label: ضمیمہ نمبر 44: [293, 881, 376, 896]
article-item: [387, 1186, 500, 1428]
article-header: [633, 1017, 746, 1034]
article-number-label: ضمیمہ نمبر 46: [293, 1225, 376, 1240]
article-item: [510, 1213, 623, 1337]
article-body: ضمیمہ کے مطابق متعلقہ اداروں کو ہدایت جاری کی گئی ہے کہ وہ مقررہ تاریخ تک تمام تفصیلات فراہم کریں اور منصوبے کی تکمیل کے لیے ضروری اقدامات کو یقینی: [264, 1244, 377, 1274]
article-item: [510, 1041, 623, 1209]
header-bar: [511, 399, 539, 414]
header-bar: [265, 1225, 293, 1240]
article-item: [387, 1530, 500, 1572]
header-bar: [265, 665, 293, 680]
article-item: [141, 54, 254, 326]
article-body: ضمیمہ کے مطابق متعلقہ اداروں کو ہدایت جاری کی گئی ہے کہ وہ مقررہ تاریخ تک تمام تفصیلات فراہم کریں اور منصوبے کی تکمیل کے لیے ضروری اقدامات کو یقینی بنائیں تاکہ عوامی مفاد میں کام بروقت مکمل ہو سکے اور کسی قسم کی تاخیر نہ ہو۔ ضمیمہ کے مطابق متعلقہ اداروں کو ہدایت جاری کی گئی ہے کہ وہ مقررہ تاریخ: [756, 1323, 869, 1383]
header-bar: [880, 1510, 915, 1525]
notice-title: تلاش گمشدہ: [41, 1431, 108, 1446]
article-body: ضمیمہ کے مطابق متعلقہ اداروں کو ہدایت جاری کی گئی ہے کہ وہ مقررہ تاریخ تک تمام تفصیلات فراہم کریں اور منصوبے کی تکمیل کے لیے ضروری اقدامات کو یقینی بنائیں تاکہ عوامی مفاد میں کام بروقت مکمل ہو سکے اور کسی قسم کی تاخیر نہ ہو۔ ضمیمہ کے مطابق متعلقہ اداروں کو ہدایت جاری کی گئی ہے کہ وہ مقررہ تاریخ تک تمام تفصیلات فراہم کریں اور منصوبے کی تکمیل کے لیے ضروری اقدامات کو یقینی بنائیں تاکہ عوامی مفاد میں کام بروقت مکمل ہو سکے اور کسی قسم کی تاخیر نہ ہو۔ ضمیمہ کے مطابق متعلقہ اداروں کو ہدایت جاری کی گئی ہے کہ وہ مقررہ تاریخ تک تمام تفصیلات فراہم کریں اور منصوبے کی تکمیل کے لیے ضروری اقدامات کو یقینی بنائیں تاکہ عوامی مفاد میں کام بروقت مکمل ہو سکے اور کسی قسم کی تاخیر نہ ہو۔ ضمیمہ کے مطابق متعلقہ اداروں کو ہدایت جاری کی گئی ہے کہ وہ مقررہ تاریخ تک تمام تفصیلات فراہم کریں اور منصوبے کی تکمیل کے لیے ضروری اقدامات کو یقینی بنائیں تاکہ عوامی مفاد میں کام بروقت مکمل ہو سکے اور کسی قسم کی تاخیر نہ ہو۔ ضمیمہ کے مطابق متعلقہ اداروں کو ہدایت جاری کی گئی ہے کہ وہ مقررہ تاریخ تک تمام تفصیلات فراہم کریں اور منصوبے کی تکمیل کے لیے ضروری اقدامات کو یقینی بنائیں تاکہ عوامی مفاد میں کام بروقت مکمل ہو سکے اور کسی قسم کی تاخیر نہ ہو۔ ضمیمہ کے مطابق متعلقہ اداروں کو ہدایت جاری کی گئی ہے کہ وہ مقررہ تاریخ تک تمام تفصیلات فراہم کریں اور منصوبے کی تکمیل کے لیے ضروری اقدامات کو یقینی بنائیں تاکہ عوامی مفاد میں کام بروقت مکمل ہو سکے اور کسی قسم کی تاخیر نہ ہو۔ ضمیمہ کے مطابق متعلقہ اداروں کو ہدایت جاری کی گئی ہے کہ وہ مقررہ تاریخ تک تمام تفصیلات فراہم کریں اور منصوبے کی تکمیل کے لیے ضروری اقدامات کو یقینی بنائیں تاکہ عوامی مفاد میں کام بروقت مکمل ہو سکے اور کسی قسم کی تاخیر نہ ہو۔ ضمیمہ کے مطابق متعلقہ اداروں کو ہدایت جاری کی گئی ہے کہ وہ مقررہ تاریخ تک تمام تفصیلات فراہم کریں اور منصوبے کی تکمیل کے لیے ضروری اقدامات کو یقینی بنائیں تاکہ عوامی مفاد میں کام بروقت مکمل ہو سکے اور کسی قسم کی تاخیر نہ ہو۔ ضمیمہ کے مطابق متعلقہ اداروں کو ہدایت جاری کی گئی ہے کہ وہ مقررہ تاریخ: [879, 839, 992, 1210]
article-body: ضمیمہ کے مطابق متعلقہ اداروں کو ہدایت جاری کی گئی ہے کہ وہ مقررہ تاریخ تک تمام تفصیلات فراہم کریں اور منصوبے کی تکمیل کے لیے ضروری اقدامات کو یقینی بنائیں تاکہ عوامی مفاد میں کام بروقت مکمل ہو سکے اور کسی قسم کی تاخیر نہ ہو۔ ضمیمہ کے مطابق متعلقہ اداروں کو ہدایت جاری کی گئی ہے کہ وہ مقررہ تاریخ تک تمام تفصیلات فراہم کریں اور منصوبے کی تکمیل کے لیے ضروری اقدامات کو یقینی بنائیں تاکہ عوامی مفاد میں کام بروقت مکمل ہو سکے اور کسی قسم کی تاخیر نہ ہو۔ ضمیمہ کے مطابق متعلقہ اداروں کو ہدایت جاری کی گئی ہے کہ وہ مقررہ تاریخ تک تمام تفصیلات فراہم کریں اور منصوبے کی تکمیل کے لیے ضروری اقدامات کو یقینی بنائیں تاکہ عوامی مفاد میں کام بروقت مکمل ہو سکے اور کسی قسم کی تاخیر نہ ہو۔ ضمیمہ کے مطابق متعلقہ اداروں کو ہدایت جاری کی گئی ہے کہ وہ مقررہ تاریخ تک تمام تفصیلات فراہم کریں اور منصوبے کی تکمیل کے لیے ضروری اقدامات کو یقینی بنائیں تاکہ عوامی مفاد میں کام بروقت مکمل ہو سکے اور کسی قسم کی تاخیر نہ ہو۔ ضمیمہ کے مطابق متعلقہ اداروں کو ہدایت جاری کی گئی ہے کہ وہ مقررہ تاریخ تک تمام تفصیلات فراہم کریں اور منصوبے کی تکمیل کے لیے ضروری اقدامات کو یقینی بنائیں تاکہ عوامی مفاد میں کام بروقت مکمل ہو سکے اور کسی قسم کی تاخیر نہ ہو۔ ضمیمہ کے مطابق متعلقہ اداروں کو ہدایت جاری کی گئی ہے کہ وہ مقررہ تاریخ تک تمام تفصیلات فراہم کریں اور منصوبے کی تکمیل کے لیے ضروری اقدامات کو یقینی بنائیں تاکہ عوامی مفاد میں کام بروقت مکمل ہو سکے اور کسی قسم کی تاخیر نہ ہو۔ ضمیمہ کے مطابق متعلقہ اداروں کو ہدایت جاری کی گئی ہے کہ وہ مقررہ تاریخ تک تمام تفصیلات فراہم کریں اور منصوبے کی تکمیل کے لیے ضروری اقدامات کو یقینی بنائیں تاکہ عوامی مفاد میں کام بروقت مکمل ہو سکے اور کسی قسم کی تاخیر نہ ہو۔ ضمیمہ کے مطابق متعلقہ اداروں کو ہدایت جاری کی گئی ہے کہ وہ مقررہ تاریخ: [387, 669, 500, 995]
missing-policy-notice: [18, 1238, 131, 1418]
header-bar: [142, 330, 170, 345]
article-number-label: ضمیمہ نمبر 47: [293, 1279, 376, 1294]
article-item: [633, 113, 746, 296]
article-body: ضمیمہ کے مطابق متعلقہ اداروں کو ہدایت جاری کی گئی ہے کہ وہ مقررہ تاریخ تک تمام تفصیلات فراہم کریں اور منصوبے کی تکمیل کے لیے ضروری اقدامات کو یقینی بنائیں تاکہ عوامی مفاد میں کام بروقت مکمل ہو سکے اور کسی قسم کی تاخیر نہ ہو۔ ضمیمہ کے مطابق متعلقہ اداروں کو ہدایت جاری کی گئی ہے کہ وہ مقررہ تاریخ تک تمام تفصیلات فراہم کریں اور منصوبے کی تکمیل کے لیے ضروری اقدامات کو یقینی بنائیں تاکہ عوامی مفاد میں کام بروقت مکمل ہو سکے اور کسی قسم کی تاخیر نہ ہو۔ ضمیمہ کے مطابق متعلقہ اداروں کو ہدایت جاری کی گئی ہے کہ وہ مقررہ تاریخ تک تمام تفصیلات فراہم کریں اور منصوبے کی تکمیل کے لیے ضروری اقدامات کو یقینی بنائیں تاکہ عوامی مفاد میں کام بروقت مکمل ہو سکے اور کسی قسم کی تاخیر نہ ہو۔ ضمیمہ کے مطابق متعلقہ اداروں کو ہدایت جاری کی گئی ہے کہ وہ مقررہ تاریخ تک تمام تفصیلات فراہم کریں اور منصوبے کی تکمیل کے لیے ضروری اقدامات کو یقینی بنائیں تاکہ عوامی مفاد میں کام بروقت مکمل ہو سکے اور کسی قسم کی تاخیر نہ ہو۔ ضمیمہ کے مطابق متعلقہ اداروں کو ہدایت جاری کی گئی ہے کہ وہ مقررہ تاریخ تک تمام تفصیلات فراہم کریں اور منصوبے کی تکمیل کے لیے ضروری اقدامات کو یقینی بنائیں تاکہ عوامی مفاد میں کام بروقت مکمل ہو سکے اور کسی قسم کی تاخیر نہ ہو۔ ضمیمہ کے مطابق متعلقہ اداروں کو ہدایت جاری کی گئی ہے کہ وہ مقررہ تاریخ تک تمام تفصیلات فراہم کریں اور منصوبے کی تکمیل کے لیے ضروری اقدامات کو یقینی بنائیں تاکہ عوامی مفاد میں کام بروقت مکمل ہو سکے اور کسی قسم کی تاخیر نہ: [18, 497, 131, 764]
article-item: [510, 20, 623, 109]
article-header: [264, 664, 377, 681]
article-header: [633, 300, 746, 317]
header-bar: [511, 521, 539, 536]
article-header: [756, 590, 869, 607]
article-number-label: ضمیمہ نمبر 26: [539, 399, 622, 414]
header-bar: [634, 114, 662, 129]
article-number-label: ضمیمہ نمبر 7: [915, 1366, 991, 1381]
article-number-label: ضمیمہ نمبر 35: [416, 508, 499, 523]
article-body: ضمیمہ کے مطابق متعلقہ اداروں کو ہدایت جاری کی گئی ہے کہ وہ مقررہ تاریخ تک تمام تفصیلات فراہم کریں اور منصوبے کی تکمیل کے لیے ضروری اقدامات کو یقینی بنائیں تاکہ عوامی مفاد میں کام بروقت مکمل ہو سکے اور کسی قسم کی تاخیر نہ ہو۔ ضمیمہ کے مطابق متعلقہ اداروں کو ہدایت جاری کی گئی ہے کہ وہ مقررہ تاریخ تک تمام تفصیلات فراہم کریں اور منصوبے کی تکمیل کے لیے ضروری اقدامات کو یقینی بنائیں تاکہ عوامی مفاد میں کام بروقت مکمل ہو سکے اور کسی قسم کی تاخیر نہ ہو۔ ضمیمہ کے مطابق متعلقہ اداروں کو ہدایت جاری کی گئی ہے کہ وہ مقررہ تاریخ تک تمام تفصیلات فراہم کریں اور منصوبے کی تکمیل کے لیے ضروری اقدامات کو یقینی بنائیں تاکہ عوامی مفاد میں کام بروقت مکمل ہو سکے اور کسی قسم کی تاخیر نہ ہو۔ ضمیمہ کے مطابق متعلقہ اداروں کو ہدایت جاری کی گئی ہے کہ وہ مقررہ تاریخ تک تمام تفصیلات فراہم کریں اور منصوبے کی تکمیل کے لیے ضروری اقدامات کو یقینی بنائیں تاکہ عوامی مفاد میں کام بروقت مکمل ہو سکے اور کسی قسم کی تاخیر نہ ہو۔ ضمیمہ کے مطابق متعلقہ اداروں کو ہدایت جاری کی گئی ہے کہ وہ مقررہ تاریخ تک تمام تفصیلات فراہم کریں اور منصوبے کی تکمیل کے لیے ضروری اقدامات کو یقینی بنائیں تاکہ عوامی مفاد میں کام بروقت مکمل ہو سکے اور کسی قسم کی تاخیر نہ ہو۔ ضمیمہ کے مطابق متعلقہ اداروں کو ہدایت جاری کی گئی ہے کہ وہ مقررہ تاریخ تک تمام تفصیلات فراہم کریں اور منصوبے کی تکمیل کے لیے ضروری اقدامات کو یقینی بنائیں تاکہ عوامی مفاد میں کام بروقت مکمل ہو سکے اور کسی قسم کی تاخیر نہ ہو۔ ضمیمہ کے مطابق متعلقہ اداروں کو ہدایت جاری کی گئی ہے کہ وہ مقررہ تاریخ تک تمام تفصیلات فراہم کریں اور منصوبے کی تکمیل کے لیے ضروری اقدامات کو یقینی بنائیں تاکہ عوامی مفاد میں کام بروقت مکمل ہو سکے اور کسی قسم کی تاخیر نہ ہو۔ ضمیمہ کے مطابق متعلقہ اداروں کو ہدایت جاری کی گئی ہے کہ وہ مقررہ تاریخ تک تمام تفصیلات فراہم کریں اور منصوبے کی تکمیل کے لیے ضروری اقدامات کو یقینی بنائیں تاکہ عوامی مفاد میں کام بروقت مکمل ہو سکے اور کسی قسم کی تاخیر نہ ہو۔ ضمیمہ کے مطابق متعلقہ اداروں کو ہدایت جاری کی گئی ہے کہ وہ مقررہ تاریخ تک تمام تفصیلات فراہم کریں اور منصوبے کی تکمیل کے لیے ضروری اقدامات کو یقینی بنائیں تاکہ عوامی مفاد میں کام بروقت مکمل ہو سکے اور کسی قسم کی تاخیر نہ ہو۔ ضمیمہ کے مطابق متعلقہ اداروں کو ہدایت جاری کی گئی ہے کہ وہ مقررہ تاریخ تک تمام تفصیلات فراہم کریں اور منصوبے کی تکمیل کے لیے ضروری اقدامات کو یقینی بنائیں تاکہ عوامی مفاد میں کام بروقت مکمل ہو سکے اور کسی قسم کی تاخیر نہ: [18, 787, 131, 1232]
article-number-label: ضمیمہ نمبر 41: [293, 188, 376, 203]
article-body: ضمیمہ کے مطابق متعلقہ اداروں کو ہدایت جاری کی گئی ہے کہ وہ مقررہ تاریخ تک تمام تفصیلات فراہم کریں اور منصوبے کی تکمیل کے لیے ضروری اقدامات کو یقینی: [510, 485, 623, 516]
notice-title: تلاش گمشدہ: [41, 1243, 108, 1258]
article-number-label: ضمیمہ نمبر 9: [915, 1510, 991, 1525]
article-item: [633, 1293, 746, 1417]
article-number-label: ضمیمہ نمبر 49: [170, 330, 253, 345]
header-bar: [634, 1421, 662, 1436]
column-1: [879, 20, 992, 1722]
article-body: ضمیمہ کے مطابق متعلقہ اداروں کو ہدایت جاری کی گئی ہے کہ وہ مقررہ تاریخ تک تمام تفصیلات فراہم کریں اور منصوبے کی تکمیل کے لیے ضروری اقدامات کو یقینی: [879, 1233, 992, 1263]
article-header: [756, 984, 869, 1001]
article-number-label: ضمیمہ نمبر 36: [416, 650, 499, 665]
article-item: [141, 329, 254, 808]
header-bar: [880, 254, 915, 269]
article-item: [264, 187, 377, 459]
article-body: ضمیمہ کے مطابق متعلقہ اداروں کو ہدایت جاری کی گئی ہے کہ وہ مقررہ تاریخ تک تمام تفصیلات فراہم کریں اور منصوبے کی تکمیل کے لیے ضروری اقدامات کو یقینی بنائیں تاکہ عوامی مفاد میں کام بروقت مکمل ہو سکے اور کسی قسم کی تاخیر نہ ہو۔ ضمیمہ کے مطابق متعلقہ اداروں کو ہدایت جاری کی گئی ہے کہ وہ مقررہ تاریخ تک تمام تفصیلات فراہم کریں اور منصوبے کی تکمیل کے لیے ضروری اقدامات کو یقینی بنائیں تاکہ عوامی مفاد میں کام بروقت مکمل ہو سکے اور کسی قسم کی تاخیر نہ ہو۔ ضمیمہ کے مطابق متعلقہ اداروں کو ہدایت جاری کی گئی ہے کہ وہ مقررہ تاریخ تک تمام تفصیلات فراہم کریں اور منصوبے کی تکمیل کے لیے ضروری اقدامات کو یقینی بنائیں تاکہ عوامی مفاد میں کام بروقت مکمل ہو سکے اور کسی قسم کی تاخیر نہ ہو۔ ضمیمہ کے مطابق متعلقہ اداروں کو ہدایت جاری کی گئی ہے کہ وہ مقررہ تاریخ تک تمام تفصیلات فراہم کریں اور منصوبے کی تکمیل کے لیے ضروری اقدامات کو یقینی بنائیں تاکہ عوامی مفاد میں کام بروقت مکمل ہو سکے اور کسی قسم کی تاخیر نہ ہو۔ ضمیمہ کے مطابق متعلقہ اداروں کو ہدایت جاری کی گئی ہے کہ وہ مقررہ تاریخ تک تمام تفصیلات فراہم کریں اور منصوبے کی تکمیل کے لیے ضروری اقدامات کو یقینی بنائیں تاکہ عوامی مفاد میں کام بروقت مکمل ہو سکے اور کسی قسم کی تاخیر نہ ہو۔ ضمیمہ کے مطابق متعلقہ اداروں کو ہدایت جاری کی گئی ہے کہ وہ مقررہ تاریخ تک تمام تفصیلات فراہم کریں اور منصوبے کی تکمیل کے لیے ضروری اقدامات کو یقینی بنائیں تاکہ عوامی مفاد میں کام بروقت مکمل ہو سکے اور کسی قسم کی تاخیر نہ ہو۔ ضمیمہ کے مطابق متعلقہ اداروں کو ہدایت جاری کی گئی ہے کہ وہ مقررہ تاریخ تک تمام تفصیلات فراہم کریں اور منصوبے کی تکمیل کے لیے ضروری اقدامات کو یقینی: [756, 103, 869, 400]
article-number-label: ضمیمہ نمبر 39: [416, 1433, 499, 1448]
article-item: [264, 462, 377, 660]
